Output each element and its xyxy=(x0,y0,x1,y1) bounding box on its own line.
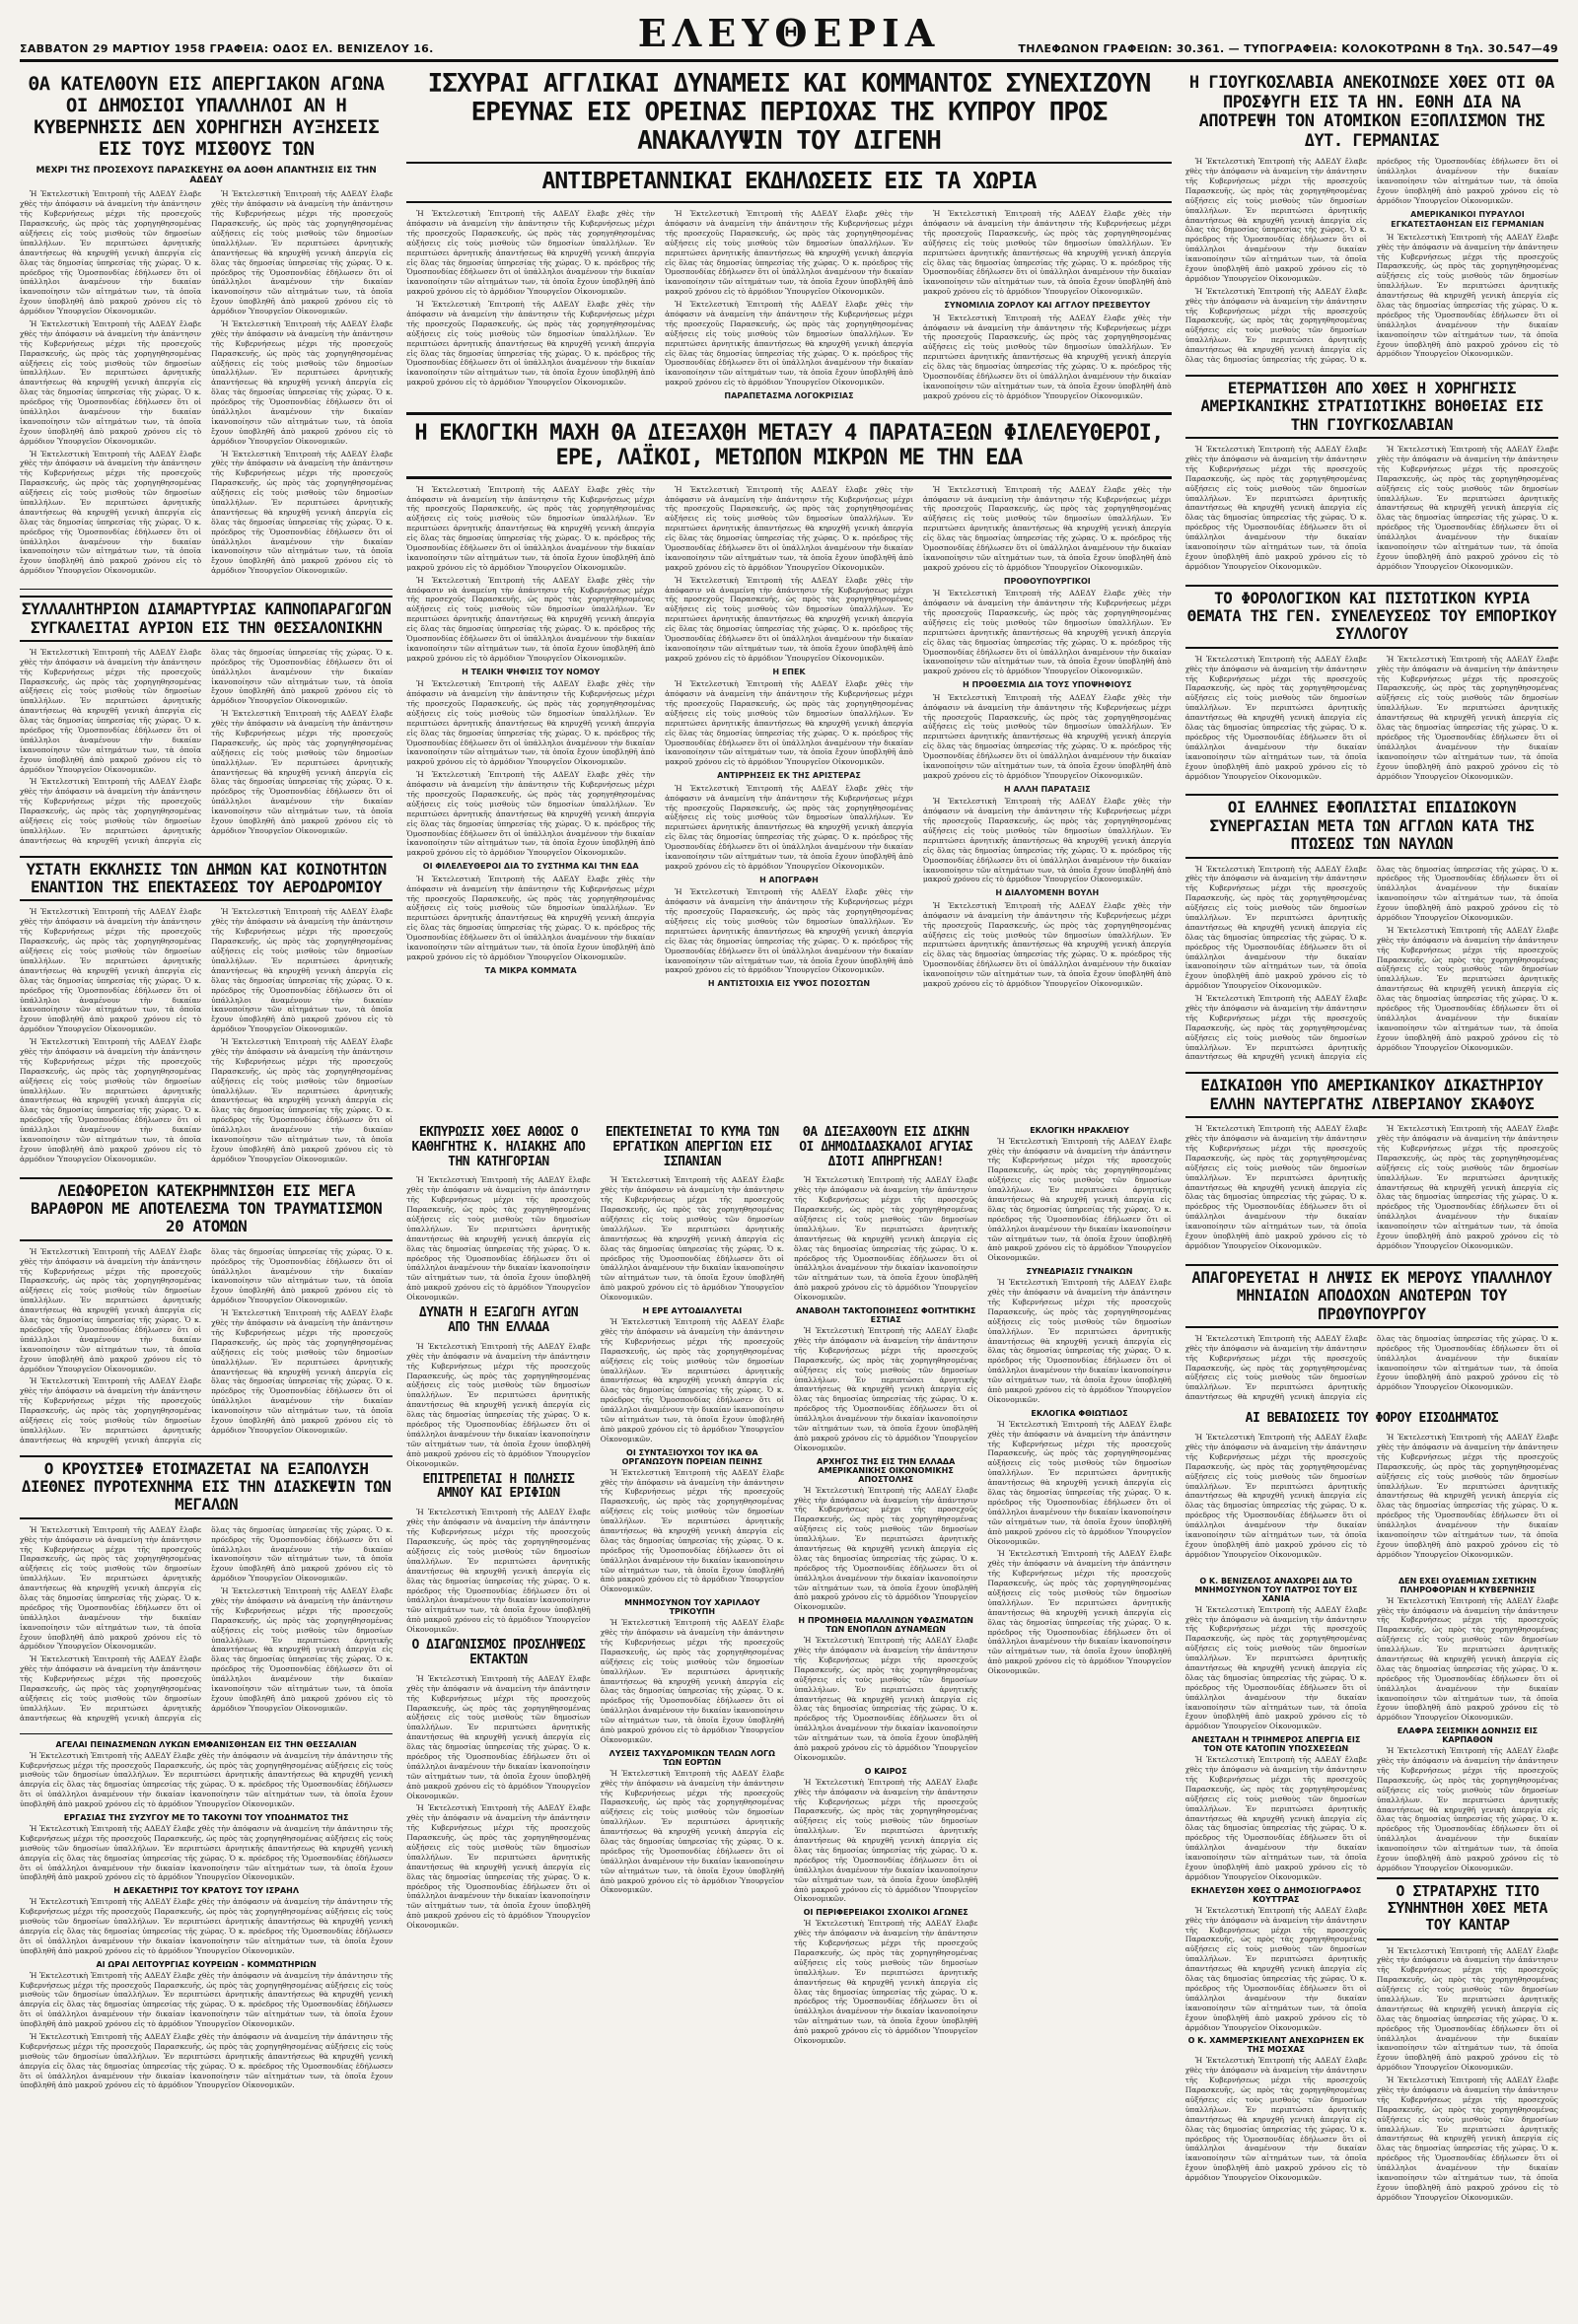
paragraph: Ἡ Ἐκτελεστικὴ Ἐπιτροπὴ τῆς ΑΔΕΔΥ ἔλαβε χθὲς τὴν ἀπόφασιν νὰ ἀναμείνη τὴν ἀπάντησιν τῆς Κυβερνήσεως μέχρι τῆς προσεχοῦς Παρασκευῆς, ὡς πρὸς τὰς χορηγηθησομένας αὐξήσεις εἰς τοὺς μισθοὺς τῶν δημοσίων ὑπαλλήλων. Ἐν περιπτώσει ἀρνητικῆς ἀπαντήσεως θὰ κηρυχθῆ γενικὴ ἀπεργία εἰς ὅλας τὰς δημοσίας ὑπηρεσίας τῆς χώρας. Ὁ κ. πρόεδρος τῆς Ὁμοσπονδίας ἐδήλωσεν ὅτι οἱ ὑπάλληλοι ἀναμένουν τὴν δικαίαν ἱκανοποίησιν τῶν αἰτημάτων των, τὰ ὁποῖα ἔχουν ὑποβληθῆ ἀπὸ μακροῦ χρόνου εἰς τὸ ἁρμόδιον Ὑπουργεῖον Οἰκονομικῶν. xyxy=(793,1326,978,1452)
article-body xyxy=(794,1175,977,1303)
brief-headline: ΛΥΣΕΙΣ ΤΑΧΥΔΡΟΜΙΚΩΝ ΤΕΛΩΝ ΛΟΓΩ ΤΩΝ ΕΟΡΤΩΝ xyxy=(609,1748,775,1767)
headline: ΕΠΙΤΡΕΠΕΤΑΙ Η ΠΩΛΗΣΙΣ ΑΜΝΟΥ ΚΑΙ ΕΡΙΦΙΩΝ xyxy=(422,1471,575,1502)
article-body xyxy=(601,1769,784,1896)
box-headline: ΣΥΝΟΜΙΛΙΑ ΖΟΡΛΟΥ ΚΑΙ ΑΓΓΛΟΥ ΠΡΕΣΒΕΥΤΟΥ xyxy=(944,301,1151,311)
section-subhead: Η ΑΝΤΙΣΤΟΙΧΙΑ ΕΙΣ ΥΨΟΣ ΠΟΣΟΣΤΩΝ xyxy=(707,979,871,989)
section-subhead: ΠΡΟΘΟΥΠΟΥΡΓΙΚΟΙ xyxy=(1003,576,1091,586)
article-body xyxy=(20,1525,393,1724)
article-body xyxy=(1185,2056,1367,2183)
paragraph: Ἡ Ἐκτελεστικὴ Ἐπιτροπὴ τῆς ΑΔΕΔΥ ἔλαβε χθὲς τὴν ἀπόφασιν νὰ ἀναμείνη τὴν ἀπάντησιν τῆς Κυβερνήσεως μέχρι τῆς προσεχοῦς Παρασκευῆς, ὡς πρὸς τὰς χορηγηθησομένας αὐξήσεις εἰς τοὺς μισθοὺς τῶν δημοσίων ὑπαλλήλων. Ἐν περιπτώσει ἀρνητικῆς ἀπαντήσεως θὰ κηρυχθῆ γενικὴ ἀπεργία εἰς ὅλας τὰς δημοσίας ὑπηρεσίας τῆς χώρας. Ὁ κ. πρόεδρος τῆς Ὁμοσπονδίας ἐδήλωσεν ὅτι οἱ ὑπάλληλοι ἀναμένουν τὴν δικαίαν ἱκανοποίησιν τῶν αἰτημάτων των, τὰ ὁποῖα ἔχουν ὑποβληθῆ ἀπὸ μακροῦ χρόνου εἰς τὸ ἁρμόδιον Ὑπουργεῖον Οἰκονομικῶν. xyxy=(1184,864,1367,991)
newspaper-page xyxy=(20,12,1558,2294)
paragraph: Ἡ Ἐκτελεστικὴ Ἐπιτροπὴ τῆς ΑΔΕΔΥ ἔλαβε χθὲς τὴν ἀπόφασιν νὰ ἀναμείνη τὴν ἀπάντησιν τῆς Κυβερνήσεως μέχρι τῆς προσεχοῦς Παρασκευῆς, ὡς πρὸς τὰς χορηγηθησομένας αὐξήσεις εἰς τοὺς μισθοὺς τῶν δημοσίων ὑπαλλήλων. Ἐν περιπτώσει ἀρνητικῆς ἀπαντήσεως θὰ κηρυχθῆ γενικὴ ἀπεργία εἰς ὅλας τὰς δημοσίας ὑπηρεσίας τῆς χώρας. Ὁ κ. πρόεδρος τῆς Ὁμοσπονδίας ἐδήλωσεν ὅτι οἱ ὑπάλληλοι ἀναμένουν τὴν δικαίαν ἱκανοποίησιν τῶν αἰτημάτων των, τὰ ὁποῖα ἔχουν ὑποβληθῆ ἀπὸ μακροῦ χρόνου εἰς τὸ ἁρμόδιον Ὑπουργεῖον Οἰκονομικῶν. xyxy=(406,209,656,297)
headline: ΔΥΝΑΤΗ Η ΕΞΑΓΩΓΗ ΑΥΓΩΝ ΑΠΟ ΤΗΝ ΕΛΛΑΔΑ xyxy=(418,1305,579,1335)
paragraph: Ἡ Ἐκτελεστικὴ Ἐπιτροπὴ τῆς ΑΔΕΔΥ ἔλαβε χθὲς τὴν ἀπόφασιν νὰ ἀναμείνη τὴν ἀπάντησιν τῆς Κυβερνήσεως μέχρι τῆς προσεχοῦς Παρασκευῆς, ὡς πρὸς τὰς χορηγηθησομένας αὐξήσεις εἰς τοὺς μισθοὺς τῶν δημοσίων ὑπαλλήλων. Ἐν περιπτώσει ἀρνητικῆς ἀπαντήσεως θὰ κηρυχθῆ γενικὴ ἀπεργία εἰς ὅλας τὰς δημοσίας ὑπηρεσίας τῆς χώρας. Ὁ κ. πρόεδρος τῆς Ὁμοσπονδίας ἐδήλωσεν ὅτι οἱ ὑπάλληλοι ἀναμένουν τὴν δικαίαν ἱκανοποίησιν τῶν αἰτημάτων των, τὰ ὁποῖα ἔχουν ὑποβληθῆ ἀπὸ μακροῦ χρόνου εἰς τὸ ἁρμόδιον Ὑπουργεῖον Οἰκονομικῶν. xyxy=(406,874,656,961)
brief-headline: Η ΔΕΚΑΕΤΗΡΙΣ ΤΟΥ ΚΡΑΤΟΥΣ ΤΟΥ ΙΣΡΑΗΛ xyxy=(113,1886,300,1896)
story-us-aid-yugoslavia xyxy=(1185,375,1558,575)
masthead-date-address: ΣΑΒΒΑΤΟΝ 29 ΜΑΡΤΙΟΥ 1958 ΓΡΑΦΕΙΑ: ΟΔΟΣ ΕΛ. ΒΕΝΙΖΕΛΟΥ 16. xyxy=(20,42,434,55)
article-body xyxy=(601,1468,784,1595)
article-body xyxy=(406,1175,590,1303)
masthead-phone: ΤΗΛΕΦΩΝΟΝ ΓΡΑΦΕΙΩΝ: 30.361. — ΤΥΠΟΓΡΑΦΕΙΑ: ΚΟΛΟΚΟΤΡΩΝΗ 8 Τηλ. 30.547—49 xyxy=(1018,42,1558,55)
article-body xyxy=(1185,655,1558,785)
article-body xyxy=(987,1420,1171,1676)
story-shipowners xyxy=(1185,794,1558,1062)
lead-headline-2: ΑΝΤΙΒΡΕΤΑΝΝΙΚΑΙ ΕΚΔΗΛΩΣΕΙΣ ΕΙΣ ΤΑ ΧΩΡΙΑ xyxy=(406,170,1171,203)
paragraph: Ἡ Ἐκτελεστικὴ Ἐπιτροπὴ τῆς ΑΔΕΔΥ ἔλαβε χθὲς τὴν ἀπόφασιν νὰ ἀναμείνη τὴν ἀπάντησιν τῆς Κυβερνήσεως μέχρι τῆς προσεχοῦς Παρασκευῆς, ὡς πρὸς τὰς χορηγηθησομένας αὐξήσεις εἰς τοὺς μισθοὺς τῶν δημοσίων ὑπαλλήλων. Ἐν περιπτώσει ἀρνητικῆς ἀπαντήσεως θὰ κηρυχθῆ γενικὴ ἀπεργία εἰς ὅλας τὰς δημοσίας ὑπηρεσίας τῆς χώρας. Ὁ κ. πρόεδρος τῆς Ὁμοσπονδίας ἐδήλωσεν ὅτι οἱ ὑπάλληλοι ἀναμένουν τὴν δικαίαν ἱκανοποίησιν τῶν αἰτημάτων των, τὰ ὁποῖα ἔχουν ὑποβληθῆ ἀπὸ μακροῦ χρόνου εἰς τὸ ἁρμόδιον Ὑπουργεῖον Οἰκονομικῶν. xyxy=(1376,654,1558,781)
article-body xyxy=(1185,1124,1558,1254)
brief-headline: ΕΚΗΛΕΥΣΘΗ ΧΘΕΣ Ο ΔΗΜΟΣΙΟΓΡΑΦΟΣ ΚΟΥΤΤΡΑΣ xyxy=(1190,1885,1362,1904)
lower-right-col-a xyxy=(1185,1573,1367,2206)
brief-headline: ΟΙ ΣΥΝΤΑΞΙΟΥΧΟΙ ΤΟΥ ΙΚΑ ΘΑ ΟΡΓΑΝΩΣΟΥΝ ΠΟΡΕΙΑΝ ΠΕΙΝΗΣ xyxy=(621,1447,763,1466)
paragraph: Ἡ Ἐκτελεστικὴ Ἐπιτροπὴ τῆς ΑΔΕΔΥ ἔλαβε χθὲς τὴν ἀπόφασιν νὰ ἀναμείνη τὴν ἀπάντησιν τῆς Κυβερνήσεως μέχρι τῆς προσεχοῦς Παρασκευῆς, ὡς πρὸς τὰς χορηγηθησομένας αὐξήσεις εἰς τοὺς μισθοὺς τῶν δημοσίων ὑπαλλήλων. Ἐν περιπτώσει ἀρνητικῆς ἀπαντήσεως θὰ κηρυχθῆ γενικὴ ἀπεργία εἰς ὅλας τὰς δημοσίας ὑπηρεσίας τῆς χώρας. Ὁ κ. πρόεδρος τῆς Ὁμοσπονδίας ἐδήλωσεν ὅτι οἱ ὑπάλληλοι ἀναμένουν τὴν δικαίαν ἱκανοποίησιν τῶν αἰτημάτων των, τὰ ὁποῖα ἔχουν ὑποβληθῆ ἀπὸ μακροῦ χρόνου εἰς τὸ ἁρμόδιον Ὑπουργεῖον Οἰκονομικῶν. xyxy=(665,575,913,663)
story-khrushchev xyxy=(20,1455,393,1724)
paragraph: Ἡ Ἐκτελεστικὴ Ἐπιτροπὴ τῆς ΑΔΕΔΥ ἔλαβε χθὲς τὴν ἀπόφασιν νὰ ἀναμείνη τὴν ἀπάντησιν τῆς Κυβερνήσεως μέχρι τῆς προσεχοῦς Παρασκευῆς, ὡς πρὸς τὰς χορηγηθησομένας αὐξήσεις εἰς τοὺς μισθοὺς τῶν δημοσίων ὑπαλλήλων. Ἐν περιπτώσει ἀρνητικῆς ἀπαντήσεως θὰ κηρυχθῆ γενικὴ ἀπεργία εἰς ὅλας τὰς δημοσίας ὑπηρεσίας τῆς χώρας. Ὁ κ. πρόεδρος τῆς Ὁμοσπονδίας ἐδήλωσεν ὅτι οἱ ὑπάλληλοι ἀναμένουν τὴν δικαίαν ἱκανοποίησιν τῶν αἰτημάτων των, τὰ ὁποῖα ἔχουν ὑποβληθῆ ἀπὸ μακροῦ χρόνου εἰς τὸ ἁρμόδιον Ὑπουργεῖον Οἰκονομικῶν. xyxy=(20,907,202,1034)
election-article-body xyxy=(406,485,1171,1116)
paragraph: Ἡ Ἐκτελεστικὴ Ἐπιτροπὴ τῆς ΑΔΕΔΥ ἔλαβε χθὲς τὴν ἀπόφασιν νὰ ἀναμείνη τὴν ἀπάντησιν τῆς Κυβερνήσεως μέχρι τῆς προσεχοῦς Παρασκευῆς, ὡς πρὸς τὰς χορηγηθησομένας αὐξήσεις εἰς τοὺς μισθοὺς τῶν δημοσίων ὑπαλλήλων. Ἐν περιπτώσει ἀρνητικῆς ἀπαντήσεως θὰ κηρυχθῆ γενικὴ ἀπεργία εἰς ὅλας τὰς δημοσίας ὑπηρεσίας τῆς χώρας. Ὁ κ. πρόεδρος τῆς Ὁμοσπονδίας ἐδήλωσεν ὅτι οἱ ὑπάλληλοι ἀναμένουν τὴν δικαίαν ἱκανοποίησιν τῶν αἰτημάτων των, τὰ ὁποῖα ἔχουν ὑποβληθῆ ἀπὸ μακροῦ χρόνου εἰς τὸ ἁρμόδιον Ὑπουργεῖον Οἰκονομικῶν. xyxy=(211,1037,394,1163)
lower-right-row xyxy=(1185,1573,1558,2206)
election-banner: Η ΕΚΛΟΓΙΚΗ ΜΑΧΗ ΘΑ ΔΙΕΞΑΧΘΗ ΜΕΤΑΞΥ 4 ΠΑΡΑΤΑΞΕΩΝ ΦΙΛΕΛΕΥΘΕΡΟΙ, ΕΡΕ, ΛΑΪΚΟΙ, ΜΕΤΩΠΟΝ ΜΙΚΡΩΝ ΜΕ ΤΗΝ ΕΔΑ xyxy=(406,412,1171,479)
paragraph: Ἡ Ἐκτελεστικὴ Ἐπιτροπὴ τῆς ΑΔΕΔΥ ἔλαβε χθὲς τὴν ἀπόφασιν νὰ ἀναμείνη τὴν ἀπάντησιν τῆς Κυβερνήσεως μέχρι τῆς προσεχοῦς Παρασκευῆς, ὡς πρὸς τὰς χορηγηθησομένας αὐξήσεις εἰς τοὺς μισθοὺς τῶν δημοσίων ὑπαλλήλων. Ἐν περιπτώσει ἀρνητικῆς ἀπαντήσεως θὰ κηρυχθῆ γενικὴ ἀπεργία εἰς ὅλας τὰς δημοσίας ὑπηρεσίας τῆς χώρας. Ὁ κ. πρόεδρος τῆς Ὁμοσπονδίας ἐδήλωσεν ὅτι οἱ ὑπάλληλοι ἀναμένουν τὴν δικαίαν ἱκανοποίησιν τῶν αἰτημάτων των, τὰ ὁποῖα ἔχουν ὑποβληθῆ ἀπὸ μακροῦ χρόνου εἰς τὸ ἁρμόδιον Ὑπουργεῖον Οἰκονομικῶν. xyxy=(20,189,202,317)
paragraph: Ἡ Ἐκτελεστικὴ Ἐπιτροπὴ τῆς ΑΔΕΔΥ ἔλαβε χθὲς τὴν ἀπόφασιν νὰ ἀναμείνη τὴν ἀπάντησιν τῆς Κυβερνήσεως μέχρι τῆς προσεχοῦς Παρασκευῆς, ὡς πρὸς τὰς χορηγηθησομένας αὐξήσεις εἰς τοὺς μισθοὺς τῶν δημοσίων ὑπαλλήλων. Ἐν περιπτώσει ἀρνητικῆς ἀπαντήσεως θὰ κηρυχθῆ γενικὴ ἀπεργία εἰς ὅλας τὰς δημοσίας ὑπηρεσίας τῆς χώρας. Ὁ κ. πρόεδρος τῆς Ὁμοσπονδίας ἐδήλωσεν ὅτι οἱ ὑπάλληλοι ἀναμένουν τὴν δικαίαν ἱκανοποίησιν τῶν αἰτημάτων των, τὰ ὁποῖα ἔχουν ὑποβληθῆ ἀπὸ μακροῦ χρόνου εἰς τὸ ἁρμόδιον Ὑπουργεῖον Οἰκονομικῶν. xyxy=(1376,925,1558,1052)
brief-headline: Η ΠΡΟΜΗΘΕΙΑ ΜΑΛΛΙΝΩΝ ΥΦΑΣΜΑΤΩΝ ΤΩΝ ΕΝΟΠΛΩΝ ΔΥΝΑΜΕΩΝ xyxy=(798,1616,973,1635)
section-subhead: Η ΕΠΕΚ xyxy=(772,667,806,676)
paragraph: Ἡ Ἐκτελεστικὴ Ἐπιτροπὴ τῆς ΑΔΕΔΥ ἔλαβε χθὲς τὴν ἀπόφασιν νὰ ἀναμείνη τὴν ἀπάντησιν τῆς Κυβερνήσεως μέχρι τῆς προσεχοῦς Παρασκευῆς, ὡς πρὸς τὰς χορηγηθησομένας αὐξήσεις εἰς τοὺς μισθοὺς τῶν δημοσίων ὑπαλλήλων. Ἐν περιπτώσει ἀρνητικῆς ἀπαντήσεως θὰ κηρυχθῆ γενικὴ ἀπεργία εἰς ὅλας τὰς δημοσίας ὑπηρεσίας τῆς χώρας. Ὁ κ. πρόεδρος τῆς Ὁμοσπονδίας ἐδήλωσεν ὅτι οἱ ὑπάλληλοι ἀναμένουν τὴν δικαίαν ἱκανοποίησιν τῶν αἰτημάτων των, τὰ ὁποῖα ἔχουν ὑποβληθῆ ἀπὸ μακροῦ χρόνου εἰς τὸ ἁρμόδιον Ὑπουργεῖον Οἰκονομικῶν. xyxy=(20,1524,202,1652)
headline: Ο ΔΙΑΓΩΝΙΣΜΟΣ ΠΡΟΣΛΗΨΕΩΣ ΕΚΤΑΚΤΩΝ xyxy=(411,1637,586,1667)
lead-headline: ΙΣΧΥΡΑΙ ΑΓΓΛΙΚΑΙ ΔΥΝΑΜΕΙΣ ΚΑΙ ΚΟΜΜΑΝΤΟΣ ΣΥΝΕΧΙΖΟΥΝ ΕΡΕΥΝΑΣ ΕΙΣ ΟΡΕΙΝΑΣ ΠΕΡΙΟΧΑΣ ΤΗΣ ΚΥΠΡΟΥ ΠΡΟΣ ΑΝΑΚΑΛΥΨΙΝ ΤΟΥ ΔΙΓΕΝΗ xyxy=(406,70,1171,164)
paragraph: Ἡ Ἐκτελεστικὴ Ἐπιτροπὴ τῆς ΑΔΕΔΥ ἔλαβε χθὲς τὴν ἀπόφασιν νὰ ἀναμείνη τὴν ἀπάντησιν τῆς Κυβερνήσεως μέχρι τῆς προσεχοῦς Παρασκευῆς, ὡς πρὸς τὰς χορηγηθησομένας αὐξήσεις εἰς τοὺς μισθοὺς τῶν δημοσίων ὑπαλλήλων. Ἐν περιπτώσει ἀρνητικῆς ἀπαντήσεως θὰ κηρυχθῆ γενικὴ ἀπεργία εἰς ὅλας τὰς δημοσίας ὑπηρεσίας τῆς χώρας. Ὁ κ. πρόεδρος τῆς Ὁμοσπονδίας ἐδήλωσεν ὅτι οἱ ὑπάλληλοι ἀναμένουν τὴν δικαίαν ἱκανοποίησιν τῶν αἰτημάτων των, τὰ ὁποῖα ἔχουν ὑποβληθῆ ἀπὸ μακροῦ χρόνου εἰς τὸ ἁρμόδιον Ὑπουργεῖον Οἰκονομικῶν. xyxy=(1184,1905,1367,2032)
brief-headline: ΕΚΛΟΓΙΚΑ ΦΘΙΩΤΙΔΟΣ xyxy=(1031,1408,1128,1418)
story-bus-accident xyxy=(20,1177,393,1445)
headline: ΑΠΑΓΟΡΕΥΕΤΑΙ Η ΛΗΨΙΣ ΕΚ ΜΕΡΟΥΣ ΥΠΑΛΛΗΛΟΥ ΜΗΝΙΑΙΩΝ ΑΠΟΔΟΧΩΝ ΑΝΩΤΕΡΩΝ ΤΟΥ ΠΡΩΘΥΠΟΥΡΓΟΥ xyxy=(1185,1264,1558,1328)
story-yugoslavia-un xyxy=(1185,74,1558,365)
section-subhead: ΟΙ ΦΙΛΕΛΕΥΘΕΡΟΙ ΔΙΑ ΤΟ ΣΥΣΤΗΜΑ ΚΑΙ ΤΗΝ ΕΔΑ xyxy=(422,862,639,872)
subheadline: ΜΕΧΡΙ ΤΗΣ ΠΡΟΣΕΧΟΥΣ ΠΑΡΑΣΚΕΥΗΣ ΘΑ ΔΟΘΗ ΑΠΑΝΤΗΣΙΣ ΕΙΣ ΤΗΝ ΑΔΕΔΥ xyxy=(36,166,377,186)
article-body xyxy=(20,1247,393,1445)
paragraph: Ἡ Ἐκτελεστικὴ Ἐπιτροπὴ τῆς ΑΔΕΔΥ ἔλαβε χθὲς τὴν ἀπόφασιν νὰ ἀναμείνη τὴν ἀπάντησιν τῆς Κυβερνήσεως μέχρι τῆς προσεχοῦς Παρασκευῆς, ὡς πρὸς τὰς χορηγηθησομένας αὐξήσεις εἰς τοὺς μισθοὺς τῶν δημοσίων ὑπαλλήλων. Ἐν περιπτώσει ἀρνητικῆς ἀπαντήσεως θὰ κηρυχθῆ γενικὴ ἀπεργία εἰς ὅλας τὰς δημοσίας ὑπηρεσίας τῆς χώρας. Ὁ κ. πρόεδρος τῆς Ὁμοσπονδίας ἐδήλωσεν ὅτι οἱ ὑπάλληλοι ἀναμένουν τὴν δικαίαν ἱκανοποίησιν τῶν αἰτημάτων των, τὰ ὁποῖα ἔχουν ὑποβληθῆ ἀπὸ μακροῦ χρόνου εἰς τὸ ἁρμόδιον Ὑπουργεῖον Οἰκονομικῶν. xyxy=(793,1485,978,1612)
paragraph: Ἡ Ἐκτελεστικὴ Ἐπιτροπὴ τῆς ΑΔΕΔΥ ἔλαβε χθὲς τὴν ἀπόφασιν νὰ ἀναμείνη τὴν ἀπάντησιν τῆς Κυβερνήσεως μέχρι τῆς προσεχοῦς Παρασκευῆς, ὡς πρὸς τὰς χορηγηθησομένας αὐξήσεις εἰς τοὺς μισθοὺς τῶν δημοσίων ὑπαλλήλων. Ἐν περιπτώσει ἀρνητικῆς ἀπαντήσεως θὰ κηρυχθῆ γενικὴ ἀπεργία εἰς ὅλας τὰς δημοσίας ὑπηρεσίας τῆς χώρας. Ὁ κ. πρόεδρος τῆς Ὁμοσπονδίας ἐδήλωσεν ὅτι οἱ ὑπάλληλοι ἀναμένουν τὴν δικαίαν ἱκανοποίησιν τῶν αἰτημάτων των, τὰ ὁποῖα ἔχουν ὑποβληθῆ ἀπὸ μακροῦ χρόνου εἰς τὸ ἁρμόδιον Ὑπουργεῖον Οἰκονομικῶν. xyxy=(211,1308,394,1435)
article-body xyxy=(20,648,393,846)
paragraph: Ἡ Ἐκτελεστικὴ Ἐπιτροπὴ τῆς ΑΔΕΔΥ ἔλαβε χθὲς τὴν ἀπόφασιν νὰ ἀναμείνη τὴν ἀπάντησιν τῆς Κυβερνήσεως μέχρι τῆς προσεχοῦς Παρασκευῆς, ὡς πρὸς τὰς χορηγηθησομένας αὐξήσεις εἰς τοὺς μισθοὺς τῶν δημοσίων ὑπαλλήλων. Ἐν περιπτώσει ἀρνητικῆς ἀπαντήσεως θὰ κηρυχθῆ γενικὴ ἀπεργία εἰς ὅλας τὰς δημοσίας ὑπηρεσίας τῆς χώρας. Ὁ κ. πρόεδρος τῆς Ὁμοσπονδίας ἐδήλωσεν ὅτι οἱ ὑπάλληλοι ἀναμένουν τὴν δικαίαν ἱκανοποίησιν τῶν αἰτημάτων των, τὰ ὁποῖα ἔχουν ὑποβληθῆ ἀπὸ μακροῦ χρόνου εἰς τὸ ἁρμόδιον Ὑπουργεῖον Οἰκονομικῶν. xyxy=(20,1823,394,1882)
article-body xyxy=(20,1751,393,1809)
columns xyxy=(20,70,1558,2289)
paragraph: Ἡ Ἐκτελεστικὴ Ἐπιτροπὴ τῆς ΑΔΕΔΥ ἔλαβε χθὲς τὴν ἀπόφασιν νὰ ἀναμείνη τὴν ἀπάντησιν τῆς Κυβερνήσεως μέχρι τῆς προσεχοῦς Παρασκευῆς, ὡς πρὸς τὰς χορηγηθησομένας αὐξήσεις εἰς τοὺς μισθοὺς τῶν δημοσίων ὑπαλλήλων. Ἐν περιπτώσει ἀρνητικῆς ἀπαντήσεως θὰ κηρυχθῆ γενικὴ ἀπεργία εἰς ὅλας τὰς δημοσίας ὑπηρεσίας τῆς χώρας. Ὁ κ. πρόεδρος τῆς Ὁμοσπονδίας ἐδήλωσεν ὅτι οἱ ὑπάλληλοι ἀναμένουν τὴν δικαίαν ἱκανοποίησιν τῶν αἰτημάτων των, τὰ ὁποῖα ἔχουν ὑποβληθῆ ἀπὸ μακροῦ χρόνου εἰς τὸ ἁρμόδιον Ὑπουργεῖον Οἰκονομικῶν. xyxy=(406,1508,591,1635)
paragraph: Ἡ Ἐκτελεστικὴ Ἐπιτροπὴ τῆς ΑΔΕΔΥ ἔλαβε χθὲς τὴν ἀπόφασιν νὰ ἀναμείνη τὴν ἀπάντησιν τῆς Κυβερνήσεως μέχρι τῆς προσεχοῦς Παρασκευῆς, ὡς πρὸς τὰς χορηγηθησομένας αὐξήσεις εἰς τοὺς μισθοὺς τῶν δημοσίων ὑπαλλήλων. Ἐν περιπτώσει ἀρνητικῆς ἀπαντήσεως θὰ κηρυχθῆ γενικὴ ἀπεργία εἰς ὅλας τὰς δημοσίας ὑπηρεσίας τῆς χώρας. Ὁ κ. πρόεδρος τῆς Ὁμοσπονδίας ἐδήλωσεν ὅτι οἱ ὑπάλληλοι ἀναμένουν τὴν δικαίαν ἱκανοποίησιν τῶν αἰτημάτων των, τὰ ὁποῖα ἔχουν ὑποβληθῆ ἀπὸ μακροῦ χρόνου εἰς τὸ ἁρμόδιον Ὑπουργεῖον Οἰκονομικῶν. xyxy=(665,300,913,387)
brief-headline: Ο Κ. ΒΕΝΙΖΕΛΟΣ ΑΝΑΧΩΡΕΙ ΔΙΑ ΤΟ ΜΝΗΜΟΣΥΝΟΝ ΤΟΥ ΠΑΤΡΟΣ ΤΟΥ ΕΙΣ ΧΑΝΙΑ xyxy=(1194,1576,1358,1603)
paragraph: Ἡ Ἐκτελεστικὴ Ἐπιτροπὴ τῆς ΑΔΕΔΥ ἔλαβε χθὲς τὴν ἀπόφασιν νὰ ἀναμείνη τὴν ἀπάντησιν τῆς Κυβερνήσεως μέχρι τῆς προσεχοῦς Παρασκευῆς, ὡς πρὸς τὰς χορηγηθησομένας αὐξήσεις εἰς τοὺς μισθοὺς τῶν δημοσίων ὑπαλλήλων. Ἐν περιπτώσει ἀρνητικῆς ἀπαντήσεως θὰ κηρυχθῆ γενικὴ ἀπεργία εἰς ὅλας τὰς δημοσίας ὑπηρεσίας τῆς χώρας. Ὁ κ. πρόεδρος τῆς Ὁμοσπονδίας ἐδήλωσεν ὅτι οἱ ὑπάλληλοι ἀναμένουν τὴν δικαίαν ἱκανοποίησιν τῶν αἰτημάτων των, τὰ ὁποῖα ἔχουν ὑποβληθῆ ἀπὸ μακροῦ χρόνου εἰς τὸ ἁρμόδιον Ὑπουργεῖον Οἰκονομικῶν. xyxy=(987,1549,1172,1676)
lower-center-col-a xyxy=(406,1122,590,2049)
headline: ΕΚΠΥΡΩΣΙΣ ΧΘΕΣ ΑΘΩΟΣ Ο ΚΑΘΗΓΗΤΗΣ Κ. ΗΛΙΑΚΗΣ ΑΠΟ ΤΗΝ ΚΑΤΗΓΟΡΙΑΝ xyxy=(411,1124,586,1169)
section-subhead: ΑΝΤΙΡΡΗΣΕΙΣ ΕΚ ΤΗΣ ΑΡΙΣΤΕΡΑΣ xyxy=(717,771,861,781)
newspaper-title: ΕΛΕΥΘΕΡΙΑ xyxy=(637,11,941,55)
headline: ΟΙ ΕΛΛΗΝΕΣ ΕΦΟΠΛΙΣΤΑΙ ΕΠΙΔΙΩΚΟΥΝ ΣΥΝΕΡΓΑΣΙΑΝ ΜΕΤΑ ΤΩΝ ΑΓΓΛΩΝ ΚΑΤΑ ΤΗΣ ΠΤΩΣΕΩΣ ΤΩΝ ΝΑΥΛΩΝ xyxy=(1185,794,1558,858)
paragraph: Ἡ Ἐκτελεστικὴ Ἐπιτροπὴ τῆς ΑΔΕΔΥ ἔλαβε χθὲς τὴν ἀπόφασιν νὰ ἀναμείνη τὴν ἀπάντησιν τῆς Κυβερνήσεως μέχρι τῆς προσεχοῦς Παρασκευῆς, ὡς πρὸς τὰς χορηγηθησομένας αὐξήσεις εἰς τοὺς μισθοὺς τῶν δημοσίων ὑπαλλήλων. Ἐν περιπτώσει ἀρνητικῆς ἀπαντήσεως θὰ κηρυχθῆ γενικὴ ἀπεργία εἰς ὅλας τὰς δημοσίας ὑπηρεσίας τῆς χώρας. Ὁ κ. πρόεδρος τῆς Ὁμοσπονδίας ἐδήλωσεν ὅτι οἱ ὑπάλληλοι ἀναμένουν τὴν δικαίαν ἱκανοποίησιν τῶν αἰτημάτων των, τὰ ὁποῖα ἔχουν ὑποβληθῆ ἀπὸ μακροῦ χρόνου εἰς τὸ ἁρμόδιον Ὑπουργεῖον Οἰκονομικῶν. xyxy=(922,797,1172,884)
column-right xyxy=(1185,70,1558,2289)
article-body xyxy=(794,1326,977,1453)
paragraph: Ἡ Ἐκτελεστικὴ Ἐπιτροπὴ τῆς ΑΔΕΔΥ ἔλαβε χθὲς τὴν ἀπόφασιν νὰ ἀναμείνη τὴν ἀπάντησιν τῆς Κυβερνήσεως μέχρι τῆς προσεχοῦς Παρασκευῆς, ὡς πρὸς τὰς χορηγηθησομένας αὐξήσεις εἰς τοὺς μισθοὺς τῶν δημοσίων ὑπαλλήλων. Ἐν περιπτώσει ἀρνητικῆς ἀπαντήσεως θὰ κηρυχθῆ γενικὴ ἀπεργία εἰς ὅλας τὰς δημοσίας ὑπηρεσίας τῆς χώρας. Ὁ κ. πρόεδρος τῆς Ὁμοσπονδίας ἐδήλωσεν ὅτι οἱ ὑπάλληλοι ἀναμένουν τὴν δικαίαν ἱκανοποίησιν τῶν αἰτημάτων των, τὰ ὁποῖα ἔχουν ὑποβληθῆ ἀπὸ μακροῦ χρόνου εἰς τὸ ἁρμόδιον Ὑπουργεῖον Οἰκονομικῶν. xyxy=(406,1341,591,1468)
paragraph: Ἡ Ἐκτελεστικὴ Ἐπιτροπὴ τῆς ΑΔΕΔΥ ἔλαβε χθὲς τὴν ἀπόφασιν νὰ ἀναμείνη τὴν ἀπάντησιν τῆς Κυβερνήσεως μέχρι τῆς προσεχοῦς Παρασκευῆς, ὡς πρὸς τὰς χορηγηθησομένας αὐξήσεις εἰς τοὺς μισθοὺς τῶν δημοσίων ὑπαλλήλων. Ἐν περιπτώσει ἀρνητικῆς ἀπαντήσεως θὰ κηρυχθῆ γενικὴ ἀπεργία εἰς ὅλας τὰς δημοσίας ὑπηρεσίας τῆς χώρας. Ὁ κ. πρόεδρος τῆς Ὁμοσπονδίας ἐδήλωσεν ὅτι οἱ ὑπάλληλοι ἀναμένουν τὴν δικαίαν ἱκανοποίησιν τῶν αἰτημάτων των, τὰ ὁποῖα ἔχουν ὑποβληθῆ ἀπὸ μακροῦ χρόνου εἰς τὸ ἁρμόδιον Ὑπουργεῖον Οἰκονομικῶν. xyxy=(1376,445,1558,571)
paragraph: Ἡ Ἐκτελεστικὴ Ἐπιτροπὴ τῆς ΑΔΕΔΥ ἔλαβε χθὲς τὴν ἀπόφασιν νὰ ἀναμείνη τὴν ἀπάντησιν τῆς Κυβερνήσεως μέχρι τῆς προσεχοῦς Παρασκευῆς, ὡς πρὸς τὰς χορηγηθησομένας αὐξήσεις εἰς τοὺς μισθοὺς τῶν δημοσίων ὑπαλλήλων. Ἐν περιπτώσει ἀρνητικῆς ἀπαντήσεως θὰ κηρυχθῆ γενικὴ ἀπεργία εἰς ὅλας τὰς δημοσίας ὑπηρεσίας τῆς χώρας. Ὁ κ. πρόεδρος τῆς Ὁμοσπονδίας ἐδήλωσεν ὅτι οἱ ὑπάλληλοι ἀναμένουν τὴν δικαίαν ἱκανοποίησιν τῶν αἰτημάτων των, τὰ ὁποῖα ἔχουν ὑποβληθῆ ἀπὸ μακροῦ χρόνου εἰς τὸ ἁρμόδιον Ὑπουργεῖον Οἰκονομικῶν. xyxy=(406,679,656,767)
paragraph: Ἡ Ἐκτελεστικὴ Ἐπιτροπὴ τῆς ΑΔΕΔΥ ἔλαβε χθὲς τὴν ἀπόφασιν νὰ ἀναμείνη τὴν ἀπάντησιν τῆς Κυβερνήσεως μέχρι τῆς προσεχοῦς Παρασκευῆς, ὡς πρὸς τὰς χορηγηθησομένας αὐξήσεις εἰς τοὺς μισθοὺς τῶν δημοσίων ὑπαλλήλων. Ἐν περιπτώσει ἀρνητικῆς ἀπαντήσεως θὰ κηρυχθῆ γενικὴ ἀπεργία εἰς ὅλας τὰς δημοσίας ὑπηρεσίας τῆς χώρας. Ὁ κ. πρόεδρος τῆς Ὁμοσπονδίας ἐδήλωσεν ὅτι οἱ ὑπάλληλοι ἀναμένουν τὴν δικαίαν ἱκανοποίησιν τῶν αἰτημάτων των, τὰ ὁποῖα ἔχουν ὑποβληθῆ ἀπὸ μακροῦ χρόνου εἰς τὸ ἁρμόδιον Ὑπουργεῖον Οἰκονομικῶν. xyxy=(1184,864,1558,1062)
paragraph: Ἡ Ἐκτελεστικὴ Ἐπιτροπὴ τῆς ΑΔΕΔΥ ἔλαβε χθὲς τὴν ἀπόφασιν νὰ ἀναμείνη τὴν ἀπάντησιν τῆς Κυβερνήσεως μέχρι τῆς προσεχοῦς Παρασκευῆς, ὡς πρὸς τὰς χορηγηθησομένας αὐξήσεις εἰς τοὺς μισθοὺς τῶν δημοσίων ὑπαλλήλων. Ἐν περιπτώσει ἀρνητικῆς ἀπαντήσεως θὰ κηρυχθῆ γενικὴ ἀπεργία εἰς ὅλας τὰς δημοσίας ὑπηρεσίας τῆς χώρας. Ὁ κ. πρόεδρος τῆς Ὁμοσπονδίας ἐδήλωσεν ὅτι οἱ ὑπάλληλοι ἀναμένουν τὴν δικαίαν ἱκανοποίησιν τῶν αἰτημάτων των, τὰ ὁποῖα ἔχουν ὑποβληθῆ ἀπὸ μακροῦ χρόνου εἰς τὸ ἁρμόδιον Ὑπουργεῖον Οἰκονομικῶν. xyxy=(20,1037,202,1163)
article-body xyxy=(1377,1596,1558,1724)
article-body xyxy=(1185,1755,1367,1882)
lower-center-row xyxy=(406,1122,1171,2049)
paragraph: Ἡ Ἐκτελεστικὴ Ἐπιτροπὴ τῆς ΑΔΕΔΥ ἔλαβε χθὲς τὴν ἀπόφασιν νὰ ἀναμείνη τὴν ἀπάντησιν τῆς Κυβερνήσεως μέχρι τῆς προσεχοῦς Παρασκευῆς, ὡς πρὸς τὰς χορηγηθησομένας αὐξήσεις εἰς τοὺς μισθοὺς τῶν δημοσίων ὑπαλλήλων. Ἐν περιπτώσει ἀρνητικῆς ἀπαντήσεως θὰ κηρυχθῆ γενικὴ ἀπεργία εἰς ὅλας τὰς δημοσίας ὑπηρεσίας τῆς χώρας. Ὁ κ. πρόεδρος τῆς Ὁμοσπονδίας ἐδήλωσεν ὅτι οἱ ὑπάλληλοι ἀναμένουν τὴν δικαίαν ἱκανοποίησιν τῶν αἰτημάτων των, τὰ ὁποῖα ἔχουν ὑποβληθῆ ἀπὸ μακροῦ χρόνου εἰς τὸ ἁρμόδιον Ὑπουργεῖον Οἰκονομικῶν. xyxy=(665,209,913,297)
brief-headline: ΕΡΓΑΣΙΑΣ ΤΗΣ ΣΥΖΥΓΟΥ ΜΕ ΤΟ ΤΑΚΟΥΝΙ ΤΟΥ ΥΠΟΔΗΜΑΤΟΣ ΤΗΣ xyxy=(63,1812,349,1822)
paragraph: Ἡ Ἐκτελεστικὴ Ἐπιτροπὴ τῆς ΑΔΕΔΥ ἔλαβε χθὲς τὴν ἀπόφασιν νὰ ἀναμείνη τὴν ἀπάντησιν τῆς Κυβερνήσεως μέχρι τῆς προσεχοῦς Παρασκευῆς, ὡς πρὸς τὰς χορηγηθησομένας αὐξήσεις εἰς τοὺς μισθοὺς τῶν δημοσίων ὑπαλλήλων. Ἐν περιπτώσει ἀρνητικῆς ἀπαντήσεως θὰ κηρυχθῆ γενικὴ ἀπεργία εἰς ὅλας τὰς δημοσίας ὑπηρεσίας τῆς χώρας. Ὁ κ. πρόεδρος τῆς Ὁμοσπονδίας ἐδήλωσεν ὅτι οἱ ὑπάλληλοι ἀναμένουν τὴν δικαίαν ἱκανοποίησιν τῶν αἰτημάτων των, τὰ ὁποῖα ἔχουν ὑποβληθῆ ἀπὸ μακροῦ χρόνου εἰς τὸ ἁρμόδιον Ὑπουργεῖον Οἰκονομικῶν. xyxy=(922,313,1172,400)
story-seaman-court xyxy=(1185,1072,1558,1253)
brief-headline: ΜΝΗΜΟΣΥΝΟΝ ΤΟΥ ΧΑΡΙΛΑΟΥ ΤΡΙΚΟΥΠΗ xyxy=(624,1598,760,1617)
brief-headline: ΔΕΝ ΕΧΕΙ ΟΥΔΕΜΙΑΝ ΣΧΕΤΙΚΗΝ ΠΛΗΡΟΦΟΡΙΑΝ Η ΚΥΒΕΡΝΗΣΙΣ xyxy=(1398,1576,1537,1594)
section-subhead: ΤΑ ΜΙΚΡΑ ΚΟΜΜΑΤΑ xyxy=(484,965,577,975)
paragraph: Ἡ Ἐκτελεστικὴ Ἐπιτροπὴ τῆς ΑΔΕΔΥ ἔλαβε χθὲς τὴν ἀπόφασιν νὰ ἀναμείνη τὴν ἀπάντησιν τῆς Κυβερνήσεως μέχρι τῆς προσεχοῦς Παρασκευῆς, ὡς πρὸς τὰς χορηγηθησομένας αὐξήσεις εἰς τοὺς μισθοὺς τῶν δημοσίων ὑπαλλήλων. Ἐν περιπτώσει ἀρνητικῆς ἀπαντήσεως θὰ κηρυχθῆ γενικὴ ἀπεργία εἰς ὅλας τὰς δημοσίας ὑπηρεσίας τῆς χώρας. Ὁ κ. πρόεδρος τῆς Ὁμοσπονδίας ἐδήλωσεν ὅτι οἱ ὑπάλληλοι ἀναμένουν τὴν δικαίαν ἱκανοποίησιν τῶν αἰτημάτων των, τὰ ὁποῖα ἔχουν ὑποβληθῆ ἀπὸ μακροῦ χρόνου εἰς τὸ ἁρμόδιον Ὑπουργεῖον Οἰκονομικῶν. xyxy=(1184,157,1558,364)
paragraph: Ἡ Ἐκτελεστικὴ Ἐπιτροπὴ τῆς ΑΔΕΔΥ ἔλαβε χθὲς τὴν ἀπόφασιν νὰ ἀναμείνη τὴν ἀπάντησιν τῆς Κυβερνήσεως μέχρι τῆς προσεχοῦς Παρασκευῆς, ὡς πρὸς τὰς χορηγηθησομένας αὐξήσεις εἰς τοὺς μισθοὺς τῶν δημοσίων ὑπαλλήλων. Ἐν περιπτώσει ἀρνητικῆς ἀπαντήσεως θὰ κηρυχθῆ γενικὴ ἀπεργία εἰς ὅλας τὰς δημοσίας ὑπηρεσίας τῆς χώρας. Ὁ κ. πρόεδρος τῆς Ὁμοσπονδίας ἐδήλωσεν ὅτι οἱ ὑπάλληλοι ἀναμένουν τὴν δικαίαν ἱκανοποίησιν τῶν αἰτημάτων των, τὰ ὁποῖα ἔχουν ὑποβληθῆ ἀπὸ μακροῦ χρόνου εἰς τὸ ἁρμόδιον Ὑπουργεῖον Οἰκονομικῶν. xyxy=(922,484,1172,572)
paragraph: Ἡ Ἐκτελεστικὴ Ἐπιτροπὴ τῆς ΑΔΕΔΥ ἔλαβε χθὲς τὴν ἀπόφασιν νὰ ἀναμείνη τὴν ἀπάντησιν τῆς Κυβερνήσεως μέχρι τῆς προσεχοῦς Παρασκευῆς, ὡς πρὸς τὰς χορηγηθησομένας αὐξήσεις εἰς τοὺς μισθοὺς τῶν δημοσίων ὑπαλλήλων. Ἐν περιπτώσει ἀρνητικῆς ἀπαντήσεως θὰ κηρυχθῆ γενικὴ ἀπεργία εἰς ὅλας τὰς δημοσίας ὑπηρεσίας τῆς χώρας. Ὁ κ. πρόεδρος τῆς Ὁμοσπονδίας ἐδήλωσεν ὅτι οἱ ὑπάλληλοι ἀναμένουν τὴν δικαίαν ἱκανοποίησιν τῶν αἰτημάτων των, τὰ ὁποῖα ἔχουν ὑποβληθῆ ἀπὸ μακροῦ χρόνου εἰς τὸ ἁρμόδιον Ὑπουργεῖον Οἰκονομικῶν. xyxy=(1376,1433,1558,1559)
headline: ΕΤΕΡΜΑΤΙΣΘΗ ΑΠΟ ΧΘΕΣ Η ΧΟΡΗΓΗΣΙΣ ΑΜΕΡΙΚΑΝΙΚΗΣ ΣΤΡΑΤΙΩΤΙΚΗΣ ΒΟΗΘΕΙΑΣ ΕΙΣ ΤΗΝ ΓΙΟΥΓΚΟΣΛΑΒΙΑΝ xyxy=(1185,375,1558,439)
paragraph: Ἡ Ἐκτελεστικὴ Ἐπιτροπὴ τῆς ΑΔΕΔΥ ἔλαβε χθὲς τὴν ἀπόφασιν νὰ ἀναμείνη τὴν ἀπάντησιν τῆς Κυβερνήσεως μέχρι τῆς προσεχοῦς Παρασκευῆς, ὡς πρὸς τὰς χορηγηθησομένας αὐξήσεις εἰς τοὺς μισθοὺς τῶν δημοσίων ὑπαλλήλων. Ἐν περιπτώσει ἀρνητικῆς ἀπαντήσεως θὰ κηρυχθῆ γενικὴ ἀπεργία εἰς ὅλας τὰς δημοσίας ὑπηρεσίας τῆς χώρας. Ὁ κ. πρόεδρος τῆς Ὁμοσπονδίας ἐδήλωσεν ὅτι οἱ ὑπάλληλοι ἀναμένουν τὴν δικαίαν ἱκανοποίησιν τῶν αἰτημάτων των, τὰ ὁποῖα ἔχουν ὑποβληθῆ ἀπὸ μακροῦ χρόνου εἰς τὸ ἁρμόδιον Ὑπουργεῖον Οἰκονομικῶν. xyxy=(1184,445,1367,571)
headline: ΘΑ ΚΑΤΕΛΘΟΥΝ ΕΙΣ ΑΠΕΡΓΙΑΚΟΝ ΑΓΩΝΑ ΟΙ ΔΗΜΟΣΙΟΙ ΥΠΑΛΛΗΛΟΙ ΑΝ Η ΚΥΒΕΡΝΗΣΙΣ ΔΕΝ ΧΟΡΗΓΗΣΗ ΑΥΞΗΣΕΙΣ ΕΙΣ ΤΟΥΣ ΜΙΣΘΟΥΣ ΤΩΝ xyxy=(28,73,385,160)
brief-headline: ΟΙ ΠΕΡΙΦΕΡΕΙΑΚΟΙ ΣΧΟΛΙΚΟΙ ΑΓΩΝΕΣ xyxy=(803,1908,968,1918)
paragraph: Ἡ Ἐκτελεστικὴ Ἐπιτροπὴ τῆς ΑΔΕΔΥ ἔλαβε χθὲς τὴν ἀπόφασιν νὰ ἀναμείνη τὴν ἀπάντησιν τῆς Κυβερνήσεως μέχρι τῆς προσεχοῦς Παρασκευῆς, ὡς πρὸς τὰς χορηγηθησομένας αὐξήσεις εἰς τοὺς μισθοὺς τῶν δημοσίων ὑπαλλήλων. Ἐν περιπτώσει ἀρνητικῆς ἀπαντήσεως θὰ κηρυχθῆ γενικὴ ἀπεργία εἰς ὅλας τὰς δημοσίας ὑπηρεσίας τῆς χώρας. Ὁ κ. πρόεδρος τῆς Ὁμοσπονδίας ἐδήλωσεν ὅτι οἱ ὑπάλληλοι ἀναμένουν τὴν δικαίαν ἱκανοποίησιν τῶν αἰτημάτων των, τὰ ὁποῖα ἔχουν ὑποβληθῆ ἀπὸ μακροῦ χρόνου εἰς τὸ ἁρμόδιον Ὑπουργεῖον Οἰκονομικῶν. xyxy=(1376,1746,1558,1872)
paragraph: Ἡ Ἐκτελεστικὴ Ἐπιτροπὴ τῆς ΑΔΕΔΥ ἔλαβε χθὲς τὴν ἀπόφασιν νὰ ἀναμείνη τὴν ἀπάντησιν τῆς Κυβερνήσεως μέχρι τῆς προσεχοῦς Παρασκευῆς, ὡς πρὸς τὰς χορηγηθησομένας αὐξήσεις εἰς τοὺς μισθοὺς τῶν δημοσίων ὑπαλλήλων. Ἐν περιπτώσει ἀρνητικῆς ἀπαντήσεως θὰ κηρυχθῆ γενικὴ ἀπεργία εἰς ὅλας τὰς δημοσίας ὑπηρεσίας τῆς χώρας. Ὁ κ. πρόεδρος τῆς Ὁμοσπονδίας ἐδήλωσεν ὅτι οἱ ὑπάλληλοι ἀναμένουν τὴν δικαίαν ἱκανοποίησιν τῶν αἰτημάτων των, τὰ ὁποῖα ἔχουν ὑποβληθῆ ἀπὸ μακροῦ χρόνου εἰς τὸ ἁρμόδιον Ὑπουργεῖον Οἰκονομικῶν. xyxy=(1376,2076,1558,2202)
story-tax-credit xyxy=(1185,585,1558,785)
headline: ΕΔΙΚΑΙΩΘΗ ΥΠΟ ΑΜΕΡΙΚΑΝΙΚΟΥ ΔΙΚΑΣΤΗΡΙΟΥ ΕΛΛΗΝ ΝΑΥΤΕΡΓΑΤΗΣ ΛΙΒΕΡΙΑΝΟΥ ΣΚΑΦΟΥΣ xyxy=(1185,1072,1558,1118)
paragraph: Ἡ Ἐκτελεστικὴ Ἐπιτροπὴ τῆς ΑΔΕΔΥ ἔλαβε χθὲς τὴν ἀπόφασιν νὰ ἀναμείνη τὴν ἀπάντησιν τῆς Κυβερνήσεως μέχρι τῆς προσεχοῦς Παρασκευῆς, ὡς πρὸς τὰς χορηγηθησομένας αὐξήσεις εἰς τοὺς μισθοὺς τῶν δημοσίων ὑπαλλήλων. Ἐν περιπτώσει ἀρνητικῆς ἀπαντήσεως θὰ κηρυχθῆ γενικὴ ἀπεργία εἰς ὅλας τὰς δημοσίας ὑπηρεσίας τῆς χώρας. Ὁ κ. πρόεδρος τῆς Ὁμοσπονδίας ἐδήλωσεν ὅτι οἱ ὑπάλληλοι ἀναμένουν τὴν δικαίαν ἱκανοποίησιν τῶν αἰτημάτων των, τὰ ὁποῖα ἔχουν ὑποβληθῆ ἀπὸ μακροῦ χρόνου εἰς τὸ ἁρμόδιον Ὑπουργεῖον Οἰκονομικῶν. xyxy=(20,647,394,845)
paragraph: Ἡ Ἐκτελεστικὴ Ἐπιτροπὴ τῆς ΑΔΕΔΥ ἔλαβε χθὲς τὴν ἀπόφασιν νὰ ἀναμείνη τὴν ἀπάντησιν τῆς Κυβερνήσεως μέχρι τῆς προσεχοῦς Παρασκευῆς, ὡς πρὸς τὰς χορηγηθησομένας αὐξήσεις εἰς τοὺς μισθοὺς τῶν δημοσίων ὑπαλλήλων. Ἐν περιπτώσει ἀρνητικῆς ἀπαντήσεως θὰ κηρυχθῆ γενικὴ ἀπεργία εἰς ὅλας τὰς δημοσίας ὑπηρεσίας τῆς χώρας. Ὁ κ. πρόεδρος τῆς Ὁμοσπονδίας ἐδήλωσεν ὅτι οἱ ὑπάλληλοι ἀναμένουν τὴν δικαίαν ἱκανοποίησιν τῶν αἰτημάτων των, τὰ ὁποῖα ἔχουν ὑποβληθῆ ἀπὸ μακροῦ χρόνου εἰς τὸ ἁρμόδιον Ὑπουργεῖον Οἰκονομικῶν. xyxy=(20,449,202,576)
paragraph: Ἡ Ἐκτελεστικὴ Ἐπιτροπὴ τῆς ΑΔΕΔΥ ἔλαβε χθὲς τὴν ἀπόφασιν νὰ ἀναμείνη τὴν ἀπάντησιν τῆς Κυβερνήσεως μέχρι τῆς προσεχοῦς Παρασκευῆς, ὡς πρὸς τὰς χορηγηθησομένας αὐξήσεις εἰς τοὺς μισθοὺς τῶν δημοσίων ὑπαλλήλων. Ἐν περιπτώσει ἀρνητικῆς ἀπαντήσεως θὰ κηρυχθῆ γενικὴ ἀπεργία εἰς ὅλας τὰς δημοσίας ὑπηρεσίας τῆς χώρας. Ὁ κ. πρόεδρος τῆς Ὁμοσπονδίας ἐδήλωσεν ὅτι οἱ ὑπάλληλοι ἀναμένουν τὴν δικαίαν ἱκανοποίησιν τῶν αἰτημάτων των, τὰ ὁποῖα ἔχουν ὑποβληθῆ ἀπὸ μακροῦ χρόνου εἰς τὸ ἁρμόδιον Ὑπουργεῖον Οἰκονομικῶν. xyxy=(793,1777,978,1904)
article-body xyxy=(20,1897,393,1955)
brief-headline: Η ΕΡΕ ΑΥΤΟΔΙΑΛΥΕΤΑΙ xyxy=(642,1306,743,1316)
brief-headline: ΕΛΑΦΡΑ ΣΕΙΣΜΙΚΗ ΔΟΝΗΣΙΣ ΕΙΣ ΚΑΡΠΑΘΟΝ xyxy=(1397,1726,1539,1745)
lower-center-col-d xyxy=(987,1122,1171,2049)
lower-center-col-b xyxy=(601,1122,784,2049)
article-body xyxy=(406,209,1171,402)
paragraph: Ἡ Ἐκτελεστικὴ Ἐπιτροπὴ τῆς ΑΔΕΔΥ ἔλαβε χθὲς τὴν ἀπόφασιν νὰ ἀναμείνη τὴν ἀπάντησιν τῆς Κυβερνήσεως μέχρι τῆς προσεχοῦς Παρασκευῆς, ὡς πρὸς τὰς χορηγηθησομένας αὐξήσεις εἰς τοὺς μισθοὺς τῶν δημοσίων ὑπαλλήλων. Ἐν περιπτώσει ἀρνητικῆς ἀπαντήσεως θὰ κηρυχθῆ γενικὴ ἀπεργία εἰς ὅλας τὰς δημοσίας ὑπηρεσίας τῆς χώρας. Ὁ κ. πρόεδρος τῆς Ὁμοσπονδίας ἐδήλωσεν ὅτι οἱ ὑπάλληλοι ἀναμένουν τὴν δικαίαν ἱκανοποίησιν τῶν αἰτημάτων των, τὰ ὁποῖα ἔχουν ὑποβληθῆ ἀπὸ μακροῦ χρόνου εἰς τὸ ἁρμόδιον Ὑπουργεῖον Οἰκονομικῶν. xyxy=(600,1618,784,1744)
headline: ΤΟ ΦΟΡΟΛΟΓΙΚΟΝ ΚΑΙ ΠΙΣΤΩΤΙΚΟΝ ΚΥΡΙΑ ΘΕΜΑΤΑ ΤΗΣ ΓΕΝ. ΣΥΝΕΛΕΥΣΕΩΣ ΤΟΥ ΕΜΠΟΡΙΚΟΥ ΣΥΛΛΟΓΟΥ xyxy=(1185,585,1558,649)
paragraph: Ἡ Ἐκτελεστικὴ Ἐπιτροπὴ τῆς ΑΔΕΔΥ ἔλαβε χθὲς τὴν ἀπόφασιν νὰ ἀναμείνη τὴν ἀπάντησιν τῆς Κυβερνήσεως μέχρι τῆς προσεχοῦς Παρασκευῆς, ὡς πρὸς τὰς χορηγηθησομένας αὐξήσεις εἰς τοὺς μισθοὺς τῶν δημοσίων ὑπαλλήλων. Ἐν περιπτώσει ἀρνητικῆς ἀπαντήσεως θὰ κηρυχθῆ γενικὴ ἀπεργία εἰς ὅλας τὰς δημοσίας ὑπηρεσίας τῆς χώρας. Ὁ κ. πρόεδρος τῆς Ὁμοσπονδίας ἐδήλωσεν ὅτι οἱ ὑπάλληλοι ἀναμένουν τὴν δικαίαν ἱκανοποίησιν τῶν αἰτημάτων των, τὰ ὁποῖα ἔχουν ὑποβληθῆ ἀπὸ μακροῦ χρόνου εἰς τὸ ἁρμόδιον Ὑπουργεῖον Οἰκονομικῶν. xyxy=(20,2031,394,2090)
headline: Ο ΚΡΟΥΣΤΣΕΦ ΕΤΟΙΜΑΖΕΤΑΙ ΝΑ ΕΞΑΠΟΛΥΣΗ ΔΙΕΘΝΕΣ ΠΥΡΟΤΕΧΝΗΜΑ ΕΙΣ ΤΗΝ ΔΙΑΣΚΕΨΙΝ ΤΩΝ ΜΕΓΑΛΩΝ xyxy=(20,1455,393,1519)
paragraph: Ἡ Ἐκτελεστικὴ Ἐπιτροπὴ τῆς ΑΔΕΔΥ ἔλαβε χθὲς τὴν ἀπόφασιν νὰ ἀναμείνη τὴν ἀπάντησιν τῆς Κυβερνήσεως μέχρι τῆς προσεχοῦς Παρασκευῆς, ὡς πρὸς τὰς χορηγηθησομένας αὐξήσεις εἰς τοὺς μισθοὺς τῶν δημοσίων ὑπαλλήλων. Ἐν περιπτώσει ἀρνητικῆς ἀπαντήσεως θὰ κηρυχθῆ γενικὴ ἀπεργία εἰς ὅλας τὰς δημοσίας ὑπηρεσίας τῆς χώρας. Ὁ κ. πρόεδρος τῆς Ὁμοσπονδίας ἐδήλωσεν ὅτι οἱ ὑπάλληλοι ἀναμένουν τὴν δικαίαν ἱκανοποίησιν τῶν αἰτημάτων των, τὰ ὁποῖα ἔχουν ὑποβληθῆ ἀπὸ μακροῦ χρόνου εἰς τὸ ἁρμόδιον Ὑπουργεῖον Οἰκονομικῶν. xyxy=(1376,1945,1558,2073)
paragraph: Ἡ Ἐκτελεστικὴ Ἐπιτροπὴ τῆς ΑΔΕΔΥ ἔλαβε χθὲς τὴν ἀπόφασιν νὰ ἀναμείνη τὴν ἀπάντησιν τῆς Κυβερνήσεως μέχρι τῆς προσεχοῦς Παρασκευῆς, ὡς πρὸς τὰς χορηγηθησομένας αὐξήσεις εἰς τοὺς μισθοὺς τῶν δημοσίων ὑπαλλήλων. Ἐν περιπτώσει ἀρνητικῆς ἀπαντήσεως θὰ κηρυχθῆ γενικὴ ἀπεργία εἰς ὅλας τὰς δημοσίας ὑπηρεσίας τῆς χώρας. Ὁ κ. πρόεδρος τῆς Ὁμοσπονδίας ἐδήλωσεν ὅτι οἱ ὑπάλληλοι ἀναμένουν τὴν δικαίαν ἱκανοποίησιν τῶν αἰτημάτων των, τὰ ὁποῖα ἔχουν ὑποβληθῆ ἀπὸ μακροῦ χρόνου εἰς τὸ ἁρμόδιον Ὑπουργεῖον Οἰκονομικῶν. xyxy=(1184,654,1367,781)
paragraph: Ἡ Ἐκτελεστικὴ Ἐπιτροπὴ τῆς ΑΔΕΔΥ ἔλαβε χθὲς τὴν ἀπόφασιν νὰ ἀναμείνη τὴν ἀπάντησιν τῆς Κυβερνήσεως μέχρι τῆς προσεχοῦς Παρασκευῆς, ὡς πρὸς τὰς χορηγηθησομένας αὐξήσεις εἰς τοὺς μισθοὺς τῶν δημοσίων ὑπαλλήλων. Ἐν περιπτώσει ἀρνητικῆς ἀπαντήσεως θὰ κηρυχθῆ γενικὴ ἀπεργία εἰς ὅλας τὰς δημοσίας ὑπηρεσίας τῆς χώρας. Ὁ κ. πρόεδρος τῆς Ὁμοσπονδίας ἐδήλωσεν ὅτι οἱ ὑπάλληλοι ἀναμένουν τὴν δικαίαν ἱκανοποίησιν τῶν αἰτημάτων των, τὰ ὁποῖα ἔχουν ὑποβληθῆ ἀπὸ μακροῦ χρόνου εἰς τὸ ἁρμόδιον Ὑπουργεῖον Οἰκονομικῶν. xyxy=(211,189,394,317)
paragraph: Ἡ Ἐκτελεστικὴ Ἐπιτροπὴ τῆς ΑΔΕΔΥ ἔλαβε χθὲς τὴν ἀπόφασιν νὰ ἀναμείνη τὴν ἀπάντησιν τῆς Κυβερνήσεως μέχρι τῆς προσεχοῦς Παρασκευῆς, ὡς πρὸς τὰς χορηγηθησομένας αὐξήσεις εἰς τοὺς μισθοὺς τῶν δημοσίων ὑπαλλήλων. Ἐν περιπτώσει ἀρνητικῆς ἀπαντήσεως θὰ κηρυχθῆ γενικὴ ἀπεργία εἰς ὅλας τὰς δημοσίας ὑπηρεσίας τῆς χώρας. Ὁ κ. πρόεδρος τῆς Ὁμοσπονδίας ἐδήλωσεν ὅτι οἱ ὑπάλληλοι ἀναμένουν τὴν δικαίαν ἱκανοποίησιν τῶν αἰτημάτων των, τὰ ὁποῖα ἔχουν ὑποβληθῆ ἀπὸ μακροῦ χρόνου εἰς τὸ ἁρμόδιον Ὑπουργεῖον Οἰκονομικῶν. xyxy=(211,449,394,576)
brief-headline: ΑΝΑΒΟΛΗ ΤΑΚΤΟΠΟΙΗΣΕΩΣ ΦΟΙΤΗΤΙΚΗΣ ΕΣΤΙΑΣ xyxy=(795,1306,976,1325)
article-body xyxy=(794,1486,977,1613)
paragraph: Ἡ Ἐκτελεστικὴ Ἐπιτροπὴ τῆς ΑΔΕΔΥ ἔλαβε χθὲς τὴν ἀπόφασιν νὰ ἀναμείνη τὴν ἀπάντησιν τῆς Κυβερνήσεως μέχρι τῆς προσεχοῦς Παρασκευῆς, ὡς πρὸς τὰς χορηγηθησομένας αὐξήσεις εἰς τοὺς μισθοὺς τῶν δημοσίων ὑπαλλήλων. Ἐν περιπτώσει ἀρνητικῆς ἀπαντήσεως θὰ κηρυχθῆ γενικὴ ἀπεργία εἰς ὅλας τὰς δημοσίας ὑπηρεσίας τῆς χώρας. Ὁ κ. πρόεδρος τῆς Ὁμοσπονδίας ἐδήλωσεν ὅτι οἱ ὑπάλληλοι ἀναμένουν τὴν δικαίαν ἱκανοποίησιν τῶν αἰτημάτων των, τὰ ὁποῖα ἔχουν ὑποβληθῆ ἀπὸ μακροῦ χρόνου εἰς τὸ ἁρμόδιον Ὑπουργεῖον Οἰκονομικῶν. xyxy=(793,1636,978,1762)
article-body xyxy=(1185,1906,1367,2033)
subheadline: ΑΜΕΡΙΚΑΝΙΚΟΙ ΠΥΡΑΥΛΟΙ ΕΓΚΑΤΕΣΤΑΘΗΣΑΝ ΕΙΣ ΓΕΡΜΑΝΙΑΝ xyxy=(1391,209,1544,230)
brief-headline: ΑΡΧΗΓΟΣ ΤΗΣ ΕΙΣ ΤΗΝ ΕΛΛΑΔΑ ΑΜΕΡΙΚΑΝΙΚΗΣ ΟΙΚΟΝΟΜΙΚΗΣ ΑΠΟΣΤΟΛΗΣ xyxy=(817,1456,956,1484)
paragraph: Ἡ Ἐκτελεστικὴ Ἐπιτροπὴ τῆς ΑΔΕΔΥ ἔλαβε χθὲς τὴν ἀπόφασιν νὰ ἀναμείνη τὴν ἀπάντησιν τῆς Κυβερνήσεως μέχρι τῆς προσεχοῦς Παρασκευῆς, ὡς πρὸς τὰς χορηγηθησομένας αὐξήσεις εἰς τοὺς μισθοὺς τῶν δημοσίων ὑπαλλήλων. Ἐν περιπτώσει ἀρνητικῆς ἀπαντήσεως θὰ κηρυχθῆ γενικὴ ἀπεργία εἰς ὅλας τὰς δημοσίας ὑπηρεσίας τῆς χώρας. Ὁ κ. πρόεδρος τῆς Ὁμοσπονδίας ἐδήλωσεν ὅτι οἱ ὑπάλληλοι ἀναμένουν τὴν δικαίαν ἱκανοποίησιν τῶν αἰτημάτων των, τὰ ὁποῖα ἔχουν ὑποβληθῆ ἀπὸ μακροῦ χρόνου εἰς τὸ ἁρμόδιον Ὑπουργεῖον Οἰκονομικῶν. xyxy=(665,887,913,975)
headline: ΘΑ ΔΙΕΞΑΧΘΟΥΝ ΕΙΣ ΔΙΚΗΝ ΟΙ ΔΗΜΟΔΙΔΑΣΚΑΛΟΙ ΑΓΥΙΑΣ ΔΙΟΤΙ ΑΠΗΡΓΗΣΑΝ! xyxy=(799,1124,973,1169)
paragraph: Ἡ Ἐκτελεστικὴ Ἐπιτροπὴ τῆς ΑΔΕΔΥ ἔλαβε χθὲς τὴν ἀπόφασιν νὰ ἀναμείνη τὴν ἀπάντησιν τῆς Κυβερνήσεως μέχρι τῆς προσεχοῦς Παρασκευῆς, ὡς πρὸς τὰς χορηγηθησομένας αὐξήσεις εἰς τοὺς μισθοὺς τῶν δημοσίων ὑπαλλήλων. Ἐν περιπτώσει ἀρνητικῆς ἀπαντήσεως θὰ κηρυχθῆ γενικὴ ἀπεργία εἰς ὅλας τὰς δημοσίας ὑπηρεσίας τῆς χώρας. Ὁ κ. πρόεδρος τῆς Ὁμοσπονδίας ἐδήλωσεν ὅτι οἱ ὑπάλληλοι ἀναμένουν τὴν δικαίαν ἱκανοποίησιν τῶν αἰτημάτων των, τὰ ὁποῖα ἔχουν ὑποβληθῆ ἀπὸ μακροῦ χρόνου εἰς τὸ ἁρμόδιον Ὑπουργεῖον Οἰκονομικῶν. xyxy=(20,1246,202,1373)
paragraph: Ἡ Ἐκτελεστικὴ Ἐπιτροπὴ τῆς ΑΔΕΔΥ ἔλαβε χθὲς τὴν ἀπόφασιν νὰ ἀναμείνη τὴν ἀπάντησιν τῆς Κυβερνήσεως μέχρι τῆς προσεχοῦς Παρασκευῆς, ὡς πρὸς τὰς χορηγηθησομένας αὐξήσεις εἰς τοὺς μισθοὺς τῶν δημοσίων ὑπαλλήλων. Ἐν περιπτώσει ἀρνητικῆς ἀπαντήσεως θὰ κηρυχθῆ γενικὴ ἀπεργία εἰς ὅλας τὰς δημοσίας ὑπηρεσίας τῆς χώρας. Ὁ κ. πρόεδρος τῆς Ὁμοσπονδίας ἐδήλωσεν ὅτι οἱ ὑπάλληλοι ἀναμένουν τὴν δικαίαν ἱκανοποίησιν τῶν αἰτημάτων των, τὰ ὁποῖα ἔχουν ὑποβληθῆ ἀπὸ μακροῦ χρόνου εἰς τὸ ἁρμόδιον Ὑπουργεῖον Οἰκονομικῶν. xyxy=(20,1970,394,2029)
story-cyprus-lead xyxy=(406,70,1171,402)
paragraph: Ἡ Ἐκτελεστικὴ Ἐπιτροπὴ τῆς ΑΔΕΔΥ ἔλαβε χθὲς τὴν ἀπόφασιν νὰ ἀναμείνη τὴν ἀπάντησιν τῆς Κυβερνήσεως μέχρι τῆς προσεχοῦς Παρασκευῆς, ὡς πρὸς τὰς χορηγηθησομένας αὐξήσεις εἰς τοὺς μισθοὺς τῶν δημοσίων ὑπαλλήλων. Ἐν περιπτώσει ἀρνητικῆς ἀπαντήσεως θὰ κηρυχθῆ γενικὴ ἀπεργία εἰς ὅλας τὰς δημοσίας ὑπηρεσίας τῆς χώρας. Ὁ κ. πρόεδρος τῆς Ὁμοσπονδίας ἐδήλωσεν ὅτι οἱ ὑπάλληλοι ἀναμένουν τὴν δικαίαν ἱκανοποίησιν τῶν αἰτημάτων των, τὰ ὁποῖα ἔχουν ὑποβληθῆ ἀπὸ μακροῦ χρόνου εἰς τὸ ἁρμόδιον Ὑπουργεῖον Οἰκονομικῶν. xyxy=(922,900,1172,989)
article-body xyxy=(794,1636,977,1763)
paragraph: Ἡ Ἐκτελεστικὴ Ἐπιτροπὴ τῆς ΑΔΕΔΥ ἔλαβε χθὲς τὴν ἀπόφασιν νὰ ἀναμείνη τὴν ἀπάντησιν τῆς Κυβερνήσεως μέχρι τῆς προσεχοῦς Παρασκευῆς, ὡς πρὸς τὰς χορηγηθησομένας αὐξήσεις εἰς τοὺς μισθοὺς τῶν δημοσίων ὑπαλλήλων. Ἐν περιπτώσει ἀρνητικῆς ἀπαντήσεως θὰ κηρυχθῆ γενικὴ ἀπεργία εἰς ὅλας τὰς δημοσίας ὑπηρεσίας τῆς χώρας. Ὁ κ. πρόεδρος τῆς Ὁμοσπονδίας ἐδήλωσεν ὅτι οἱ ὑπάλληλοι ἀναμένουν τὴν δικαίαν ἱκανοποίησιν τῶν αἰτημάτων των, τὰ ὁποῖα ἔχουν ὑποβληθῆ ἀπὸ μακροῦ χρόνου εἰς τὸ ἁρμόδιον Ὑπουργεῖον Οἰκονομικῶν. xyxy=(1184,157,1367,283)
article-body xyxy=(20,189,393,579)
lower-center-col-c xyxy=(794,1122,977,2049)
column-center xyxy=(406,70,1171,2289)
brief-headline: ΑΝΕΣΤΑΛΗ Η ΤΡΙΗΜΕΡΟΣ ΑΠΕΡΓΙΑ ΕΙΣ ΤΟΝ ΟΤΕ ΚΑΤΟΠΙΝ ΥΠΟΣΧΕΣΕΩΝ xyxy=(1191,1735,1361,1754)
article-body xyxy=(601,1317,784,1444)
divider xyxy=(20,589,393,590)
paragraph: Ἡ Ἐκτελεστικὴ Ἐπιτροπὴ τῆς ΑΔΕΔΥ ἔλαβε χθὲς τὴν ἀπόφασιν νὰ ἀναμείνη τὴν ἀπάντησιν τῆς Κυβερνήσεως μέχρι τῆς προσεχοῦς Παρασκευῆς, ὡς πρὸς τὰς χορηγηθησομένας αὐξήσεις εἰς τοὺς μισθοὺς τῶν δημοσίων ὑπαλλήλων. Ἐν περιπτώσει ἀρνητικῆς ἀπαντήσεως θὰ κηρυχθῆ γενικὴ ἀπεργία εἰς ὅλας τὰς δημοσίας ὑπηρεσίας τῆς χώρας. Ὁ κ. πρόεδρος τῆς Ὁμοσπονδίας ἐδήλωσεν ὅτι οἱ ὑπάλληλοι ἀναμένουν τὴν δικαίαν ἱκανοποίησιν τῶν αἰτημάτων των, τὰ ὁποῖα ἔχουν ὑποβληθῆ ἀπὸ μακροῦ χρόνου εἰς τὸ ἁρμόδιον Ὑπουργεῖον Οἰκονομικῶν. xyxy=(1184,1604,1367,1731)
paragraph: Ἡ Ἐκτελεστικὴ Ἐπιτροπὴ τῆς ΑΔΕΔΥ ἔλαβε χθὲς τὴν ἀπόφασιν νὰ ἀναμείνη τὴν ἀπάντησιν τῆς Κυβερνήσεως μέχρι τῆς προσεχοῦς Παρασκευῆς, ὡς πρὸς τὰς χορηγηθησομένας αὐξήσεις εἰς τοὺς μισθοὺς τῶν δημοσίων ὑπαλλήλων. Ἐν περιπτώσει ἀρνητικῆς ἀπαντήσεως θὰ κηρυχθῆ γενικὴ ἀπεργία εἰς ὅλας τὰς δημοσίας ὑπηρεσίας τῆς χώρας. Ὁ κ. πρόεδρος τῆς Ὁμοσπονδίας ἐδήλωσεν ὅτι οἱ ὑπάλληλοι ἀναμένουν τὴν δικαίαν ἱκανοποίησιν τῶν αἰτημάτων των, τὰ ὁποῖα ἔχουν ὑποβληθῆ ἀπὸ μακροῦ χρόνου εἰς τὸ ἁρμόδιον Ὑπουργεῖον Οἰκονομικῶν. xyxy=(922,692,1172,780)
paragraph: Ἡ Ἐκτελεστικὴ Ἐπιτροπὴ τῆς ΑΔΕΔΥ ἔλαβε χθὲς τὴν ἀπόφασιν νὰ ἀναμείνη τὴν ἀπάντησιν τῆς Κυβερνήσεως μέχρι τῆς προσεχοῦς Παρασκευῆς, ὡς πρὸς τὰς χορηγηθησομένας αὐξήσεις εἰς τοὺς μισθοὺς τῶν δημοσίων ὑπαλλήλων. Ἐν περιπτώσει ἀρνητικῆς ἀπαντήσεως θὰ κηρυχθῆ γενικὴ ἀπεργία εἰς ὅλας τὰς δημοσίας ὑπηρεσίας τῆς χώρας. Ὁ κ. πρόεδρος τῆς Ὁμοσπονδίας ἐδήλωσεν ὅτι οἱ ὑπάλληλοι ἀναμένουν τὴν δικαίαν ἱκανοποίησιν τῶν αἰτημάτων των, τὰ ὁποῖα ἔχουν ὑποβληθῆ ἀπὸ μακροῦ χρόνου εἰς τὸ ἁρμόδιον Ὑπουργεῖον Οἰκονομικῶν. xyxy=(406,1803,591,1931)
paragraph: Ἡ Ἐκτελεστικὴ Ἐπιτροπὴ τῆς ΑΔΕΔΥ ἔλαβε χθὲς τὴν ἀπόφασιν νὰ ἀναμείνη τὴν ἀπάντησιν τῆς Κυβερνήσεως μέχρι τῆς προσεχοῦς Παρασκευῆς, ὡς πρὸς τὰς χορηγηθησομένας αὐξήσεις εἰς τοὺς μισθοὺς τῶν δημοσίων ὑπαλλήλων. Ἐν περιπτώσει ἀρνητικῆς ἀπαντήσεως θὰ κηρυχθῆ γενικὴ ἀπεργία εἰς ὅλας τὰς δημοσίας ὑπηρεσίας τῆς χώρας. Ὁ κ. πρόεδρος τῆς Ὁμοσπονδίας ἐδήλωσεν ὅτι οἱ ὑπάλληλοι ἀναμένουν τὴν δικαίαν ἱκανοποίησιν τῶν αἰτημάτων των, τὰ ὁποῖα ἔχουν ὑποβληθῆ ἀπὸ μακροῦ χρόνου εἰς τὸ ἁρμόδιον Ὑπουργεῖον Οἰκονομικῶν. xyxy=(793,1175,978,1303)
headline: ΕΠΕΚΤΕΙΝΕΤΑΙ ΤΟ ΚΥΜΑ ΤΩΝ ΕΡΓΑΤΙΚΩΝ ΑΠΕΡΓΙΩΝ ΕΙΣ ΙΣΠΑΝΙΑΝ xyxy=(605,1124,779,1169)
article-body xyxy=(1185,865,1558,1063)
paragraph: Ἡ Ἐκτελεστικὴ Ἐπιτροπὴ τῆς ΑΔΕΔΥ ἔλαβε χθὲς τὴν ἀπόφασιν νὰ ἀναμείνη τὴν ἀπάντησιν τῆς Κυβερνήσεως μέχρι τῆς προσεχοῦς Παρασκευῆς, ὡς πρὸς τὰς χορηγηθησομένας αὐξήσεις εἰς τοὺς μισθοὺς τῶν δημοσίων ὑπαλλήλων. Ἐν περιπτώσει ἀρνητικῆς ἀπαντήσεως θὰ κηρυχθῆ γενικὴ ἀπεργία εἰς ὅλας τὰς δημοσίας ὑπηρεσίας τῆς χώρας. Ὁ κ. πρόεδρος τῆς Ὁμοσπονδίας ἐδήλωσεν ὅτι οἱ ὑπάλληλοι ἀναμένουν τὴν δικαίαν ἱκανοποίησιν τῶν αἰτημάτων των, τὰ ὁποῖα ἔχουν ὑποβληθῆ ἀπὸ μακροῦ χρόνου εἰς τὸ ἁρμόδιον Ὑπουργεῖον Οἰκονομικῶν. xyxy=(1184,1124,1367,1250)
headline: ΣΥΛΛΑΛΗΤΗΡΙΟΝ ΔΙΑΜΑΡΤΥΡΙΑΣ ΚΑΠΝΟΠΑΡΑΓΩΓΩΝ ΣΥΓΚΑΛΕΙΤΑΙ ΑΥΡΙΟΝ ΕΙΣ ΤΗΝ ΘΕΣΣΑΛΟΝΙΚΗΝ xyxy=(20,596,393,642)
paragraph: Ἡ Ἐκτελεστικὴ Ἐπιτροπὴ τῆς ΑΔΕΔΥ ἔλαβε χθὲς τὴν ἀπόφασιν νὰ ἀναμείνη τὴν ἀπάντησιν τῆς Κυβερνήσεως μέχρι τῆς προσεχοῦς Παρασκευῆς, ὡς πρὸς τὰς χορηγηθησομένας αὐξήσεις εἰς τοὺς μισθοὺς τῶν δημοσίων ὑπαλλήλων. Ἐν περιπτώσει ἀρνητικῆς ἀπαντήσεως θὰ κηρυχθῆ γενικὴ ἀπεργία εἰς ὅλας τὰς δημοσίας ὑπηρεσίας τῆς χώρας. Ὁ κ. πρόεδρος τῆς Ὁμοσπονδίας ἐδήλωσεν ὅτι οἱ ὑπάλληλοι ἀναμένουν τὴν δικαίαν ἱκανοποίησιν τῶν αἰτημάτων των, τὰ ὁποῖα ἔχουν ὑποβληθῆ ἀπὸ μακροῦ χρόνου εἰς τὸ ἁρμόδιον Ὑπουργεῖον Οἰκονομικῶν. xyxy=(987,1419,1172,1546)
paragraph: Ἡ Ἐκτελεστικὴ Ἐπιτροπὴ τῆς ΑΔΕΔΥ ἔλαβε χθὲς τὴν ἀπόφασιν νὰ ἀναμείνη τὴν ἀπάντησιν τῆς Κυβερνήσεως μέχρι τῆς προσεχοῦς Παρασκευῆς, ὡς πρὸς τὰς χορηγηθησομένας αὐξήσεις εἰς τοὺς μισθοὺς τῶν δημοσίων ὑπαλλήλων. Ἐν περιπτώσει ἀρνητικῆς ἀπαντήσεως θὰ κηρυχθῆ γενικὴ ἀπεργία εἰς ὅλας τὰς δημοσίας ὑπηρεσίας τῆς χώρας. Ὁ κ. πρόεδρος τῆς Ὁμοσπονδίας ἐδήλωσεν ὅτι οἱ ὑπάλληλοι ἀναμένουν τὴν δικαίαν ἱκανοποίησιν τῶν αἰτημάτων των, τὰ ὁποῖα ἔχουν ὑποβληθῆ ἀπὸ μακροῦ χρόνου εἰς τὸ ἁρμόδιον Ὑπουργεῖον Οἰκονομικῶν. xyxy=(1184,2056,1367,2183)
headline: Ο ΣΤΡΑΤΑΡΧΗΣ ΤΙΤΟ ΣΥΝΗΝΤΗΘΗ ΧΘΕΣ ΜΕΤΑ ΤΟΥ ΚΑΝΤΑΡ xyxy=(1377,1877,1558,1940)
paragraph: Ἡ Ἐκτελεστικὴ Ἐπιτροπὴ τῆς ΑΔΕΔΥ ἔλαβε χθὲς τὴν ἀπόφασιν νὰ ἀναμείνη τὴν ἀπάντησιν τῆς Κυβερνήσεως μέχρι τῆς προσεχοῦς Παρασκευῆς, ὡς πρὸς τὰς χορηγηθησομένας αὐξήσεις εἰς τοὺς μισθοὺς τῶν δημοσίων ὑπαλλήλων. Ἐν περιπτώσει ἀρνητικῆς ἀπαντήσεως θὰ κηρυχθῆ γενικὴ ἀπεργία εἰς ὅλας τὰς δημοσίας ὑπηρεσίας τῆς χώρας. Ὁ κ. πρόεδρος τῆς Ὁμοσπονδίας ἐδήλωσεν ὅτι οἱ ὑπάλληλοι ἀναμένουν τὴν δικαίαν ἱκανοποίησιν τῶν αἰτημάτων των, τὰ ὁποῖα ἔχουν ὑποβληθῆ ἀπὸ μακροῦ χρόνου εἰς τὸ ἁρμόδιον Ὑπουργεῖον Οἰκονομικῶν. xyxy=(665,783,913,871)
brief-headline: ΑΓΕΛΑΙ ΠΕΙΝΑΣΜΕΝΩΝ ΛΥΚΩΝ ΕΜΦΑΝΙΣΘΗΣΑΝ ΕΙΣ ΤΗΝ ΘΕΣΣΑΛΙΑΝ xyxy=(55,1739,357,1749)
story-civil-servants-strike xyxy=(20,74,393,579)
paragraph: Ἡ Ἐκτελεστικὴ Ἐπιτροπὴ τῆς ΑΔΕΔΥ ἔλαβε χθὲς τὴν ἀπόφασιν νὰ ἀναμείνη τὴν ἀπάντησιν τῆς Κυβερνήσεως μέχρι τῆς προσεχοῦς Παρασκευῆς, ὡς πρὸς τὰς χορηγηθησομένας αὐξήσεις εἰς τοὺς μισθοὺς τῶν δημοσίων ὑπαλλήλων. Ἐν περιπτώσει ἀρνητικῆς ἀπαντήσεως θὰ κηρυχθῆ γενικὴ ἀπεργία εἰς ὅλας τὰς δημοσίας ὑπηρεσίας τῆς χώρας. Ὁ κ. πρόεδρος τῆς Ὁμοσπονδίας ἐδήλωσεν ὅτι οἱ ὑπάλληλοι ἀναμένουν τὴν δικαίαν ἱκανοποίησιν τῶν αἰτημάτων των, τὰ ὁποῖα ἔχουν ὑποβληθῆ ἀπὸ μακροῦ χρόνου εἰς τὸ ἁρμόδιον Ὑπουργεῖον Οἰκονομικῶν. xyxy=(1376,232,1558,359)
paragraph: Ἡ Ἐκτελεστικὴ Ἐπιτροπὴ τῆς ΑΔΕΔΥ ἔλαβε χθὲς τὴν ἀπόφασιν νὰ ἀναμείνη τὴν ἀπάντησιν τῆς Κυβερνήσεως μέχρι τῆς προσεχοῦς Παρασκευῆς, ὡς πρὸς τὰς χορηγηθησομένας αὐξήσεις εἰς τοὺς μισθοὺς τῶν δημοσίων ὑπαλλήλων. Ἐν περιπτώσει ἀρνητικῆς ἀπαντήσεως θὰ κηρυχθῆ γενικὴ ἀπεργία εἰς ὅλας τὰς δημοσίας ὑπηρεσίας τῆς χώρας. Ὁ κ. πρόεδρος τῆς Ὁμοσπονδίας ἐδήλωσεν ὅτι οἱ ὑπάλληλοι ἀναμένουν τὴν δικαίαν ἱκανοποίησιν τῶν αἰτημάτων των, τὰ ὁποῖα ἔχουν ὑποβληθῆ ἀπὸ μακροῦ χρόνου εἰς τὸ ἁρμόδιον Ὑπουργεῖον Οἰκονομικῶν. xyxy=(20,1246,394,1444)
story-small-briefs xyxy=(20,1740,393,2091)
paragraph: Ἡ Ἐκτελεστικὴ Ἐπιτροπὴ τῆς ΑΔΕΔΥ ἔλαβε χθὲς τὴν ἀπόφασιν νὰ ἀναμείνη τὴν ἀπάντησιν τῆς Κυβερνήσεως μέχρι τῆς προσεχοῦς Παρασκευῆς, ὡς πρὸς τὰς χορηγηθησομένας αὐξήσεις εἰς τοὺς μισθοὺς τῶν δημοσίων ὑπαλλήλων. Ἐν περιπτώσει ἀρνητικῆς ἀπαντήσεως θὰ κηρυχθῆ γενικὴ ἀπεργία εἰς ὅλας τὰς δημοσίας ὑπηρεσίας τῆς χώρας. Ὁ κ. πρόεδρος τῆς Ὁμοσπονδίας ἐδήλωσεν ὅτι οἱ ὑπάλληλοι ἀναμένουν τὴν δικαίαν ἱκανοποίησιν τῶν αἰτημάτων των, τὰ ὁποῖα ἔχουν ὑποβληθῆ ἀπὸ μακροῦ χρόνου εἰς τὸ ἁρμόδιον Ὑπουργεῖον Οἰκονομικῶν. xyxy=(922,209,1172,297)
article-body xyxy=(406,1342,590,1469)
paragraph: Ἡ Ἐκτελεστικὴ Ἐπιτροπὴ τῆς ΑΔΕΔΥ ἔλαβε χθὲς τὴν ἀπόφασιν νὰ ἀναμείνη τὴν ἀπάντησιν τῆς Κυβερνήσεως μέχρι τῆς προσεχοῦς Παρασκευῆς, ὡς πρὸς τὰς χορηγηθησομένας αὐξήσεις εἰς τοὺς μισθοὺς τῶν δημοσίων ὑπαλλήλων. Ἐν περιπτώσει ἀρνητικῆς ἀπαντήσεως θὰ κηρυχθῆ γενικὴ ἀπεργία εἰς ὅλας τὰς δημοσίας ὑπηρεσίας τῆς χώρας. Ὁ κ. πρόεδρος τῆς Ὁμοσπονδίας ἐδήλωσεν ὅτι οἱ ὑπάλληλοι ἀναμένουν τὴν δικαίαν ἱκανοποίησιν τῶν αἰτημάτων των, τὰ ὁποῖα ἔχουν ὑποβληθῆ ἀπὸ μακροῦ χρόνου εἰς τὸ ἁρμόδιον Ὑπουργεῖον Οἰκονομικῶν. xyxy=(406,1673,591,1800)
paragraph: Ἡ Ἐκτελεστικὴ Ἐπιτροπὴ τῆς ΑΔΕΔΥ ἔλαβε χθὲς τὴν ἀπόφασιν νὰ ἀναμείνη τὴν ἀπάντησιν τῆς Κυβερνήσεως μέχρι τῆς προσεχοῦς Παρασκευῆς, ὡς πρὸς τὰς χορηγηθησομένας αὐξήσεις εἰς τοὺς μισθοὺς τῶν δημοσίων ὑπαλλήλων. Ἐν περιπτώσει ἀρνητικῆς ἀπαντήσεως θὰ κηρυχθῆ γενικὴ ἀπεργία εἰς ὅλας τὰς δημοσίας ὑπηρεσίας τῆς χώρας. Ὁ κ. πρόεδρος τῆς Ὁμοσπονδίας ἐδήλωσεν ὅτι οἱ ὑπάλληλοι ἀναμένουν τὴν δικαίαν ἱκανοποίησιν τῶν αἰτημάτων των, τὰ ὁποῖα ἔχουν ὑποβληθῆ ἀπὸ μακροῦ χρόνου εἰς τὸ ἁρμόδιον Ὑπουργεῖον Οἰκονομικῶν. xyxy=(406,484,656,572)
paragraph: Ἡ Ἐκτελεστικὴ Ἐπιτροπὴ τῆς ΑΔΕΔΥ ἔλαβε χθὲς τὴν ἀπόφασιν νὰ ἀναμείνη τὴν ἀπάντησιν τῆς Κυβερνήσεως μέχρι τῆς προσεχοῦς Παρασκευῆς, ὡς πρὸς τὰς χορηγηθησομένας αὐξήσεις εἰς τοὺς μισθοὺς τῶν δημοσίων ὑπαλλήλων. Ἐν περιπτώσει ἀρνητικῆς ἀπαντήσεως θὰ κηρυχθῆ γενικὴ ἀπεργία εἰς ὅλας τὰς δημοσίας ὑπηρεσίας τῆς χώρας. Ὁ κ. πρόεδρος τῆς Ὁμοσπονδίας ἐδήλωσεν ὅτι οἱ ὑπάλληλοι ἀναμένουν τὴν δικαίαν ἱκανοποίησιν τῶν αἰτημάτων των, τὰ ὁποῖα ἔχουν ὑποβληθῆ ἀπὸ μακροῦ χρόνου εἰς τὸ ἁρμόδιον Ὑπουργεῖον Οἰκονομικῶν. xyxy=(600,1175,784,1303)
paragraph: Ἡ Ἐκτελεστικὴ Ἐπιτροπὴ τῆς ΑΔΕΔΥ ἔλαβε χθὲς τὴν ἀπόφασιν νὰ ἀναμείνη τὴν ἀπάντησιν τῆς Κυβερνήσεως μέχρι τῆς προσεχοῦς Παρασκευῆς, ὡς πρὸς τὰς χορηγηθησομένας αὐξήσεις εἰς τοὺς μισθοὺς τῶν δημοσίων ὑπαλλήλων. Ἐν περιπτώσει ἀρνητικῆς ἀπαντήσεως θὰ κηρυχθῆ γενικὴ ἀπεργία εἰς ὅλας τὰς δημοσίας ὑπηρεσίας τῆς χώρας. Ὁ κ. πρόεδρος τῆς Ὁμοσπονδίας ἐδήλωσεν ὅτι οἱ ὑπάλληλοι ἀναμένουν τὴν δικαίαν ἱκανοποίησιν τῶν αἰτημάτων των, τὰ ὁποῖα ἔχουν ὑποβληθῆ ἀπὸ μακροῦ χρόνου εἰς τὸ ἁρμόδιον Ὑπουργεῖον Οἰκονομικῶν. xyxy=(20,647,202,774)
article-body xyxy=(794,1778,977,1905)
paragraph: Ἡ Ἐκτελεστικὴ Ἐπιτροπὴ τῆς ΑΔΕΔΥ ἔλαβε χθὲς τὴν ἀπόφασιν νὰ ἀναμείνη τὴν ἀπάντησιν τῆς Κυβερνήσεως μέχρι τῆς προσεχοῦς Παρασκευῆς, ὡς πρὸς τὰς χορηγηθησομένας αὐξήσεις εἰς τοὺς μισθοὺς τῶν δημοσίων ὑπαλλήλων. Ἐν περιπτώσει ἀρνητικῆς ἀπαντήσεως θὰ κηρυχθῆ γενικὴ ἀπεργία εἰς ὅλας τὰς δημοσίας ὑπηρεσίας τῆς χώρας. Ὁ κ. πρόεδρος τῆς Ὁμοσπονδίας ἐδήλωσεν ὅτι οἱ ὑπάλληλοι ἀναμένουν τὴν δικαίαν ἱκανοποίησιν τῶν αἰτημάτων των, τὰ ὁποῖα ἔχουν ὑποβληθῆ ἀπὸ μακροῦ χρόνου εἰς τὸ ἁρμόδιον Ὑπουργεῖον Οἰκονομικῶν. xyxy=(922,589,1172,676)
headline: Η ΓΙΟΥΓΚΟΣΛΑΒΙΑ ΑΝΕΚΟΙΝΩΣΕ ΧΘΕΣ ΟΤΙ ΘΑ ΠΡΟΣΦΥΓΗ ΕΙΣ ΤΑ ΗΝ. ΕΘΝΗ ΔΙΑ ΝΑ ΑΠΟΤΡΕΨΗ ΤΟΝ ΑΤΟΜΙΚΟΝ ΕΞΟΠΛΙΣΜΟΝ ΤΗΣ ΔΥΤ. ΓΕΡΜΑΝΙΑΣ xyxy=(1188,73,1554,151)
paragraph: Ἡ Ἐκτελεστικὴ Ἐπιτροπὴ τῆς ΑΔΕΔΥ ἔλαβε χθὲς τὴν ἀπόφασιν νὰ ἀναμείνη τὴν ἀπάντησιν τῆς Κυβερνήσεως μέχρι τῆς προσεχοῦς Παρασκευῆς, ὡς πρὸς τὰς χορηγηθησομένας αὐξήσεις εἰς τοὺς μισθοὺς τῶν δημοσίων ὑπαλλήλων. Ἐν περιπτώσει ἀρνητικῆς ἀπαντήσεως θὰ κηρυχθῆ γενικὴ ἀπεργία εἰς ὅλας τὰς δημοσίας ὑπηρεσίας τῆς χώρας. Ὁ κ. πρόεδρος τῆς Ὁμοσπονδίας ἐδήλωσεν ὅτι οἱ ὑπάλληλοι ἀναμένουν τὴν δικαίαν ἱκανοποίησιν τῶν αἰτημάτων των, τὰ ὁποῖα ἔχουν ὑποβληθῆ ἀπὸ μακροῦ χρόνου εἰς τὸ ἁρμόδιον Ὑπουργεῖον Οἰκονομικῶν. xyxy=(665,484,913,572)
article-body xyxy=(406,1674,590,1931)
paragraph: Ἡ Ἐκτελεστικὴ Ἐπιτροπὴ τῆς ΑΔΕΔΥ ἔλαβε χθὲς τὴν ἀπόφασιν νὰ ἀναμείνη τὴν ἀπάντησιν τῆς Κυβερνήσεως μέχρι τῆς προσεχοῦς Παρασκευῆς, ὡς πρὸς τὰς χορηγηθησομένας αὐξήσεις εἰς τοὺς μισθοὺς τῶν δημοσίων ὑπαλλήλων. Ἐν περιπτώσει ἀρνητικῆς ἀπαντήσεως θὰ κηρυχθῆ γενικὴ ἀπεργία εἰς ὅλας τὰς δημοσίας ὑπηρεσίας τῆς χώρας. Ὁ κ. πρόεδρος τῆς Ὁμοσπονδίας ἐδήλωσεν ὅτι οἱ ὑπάλληλοι ἀναμένουν τὴν δικαίαν ἱκανοποίησιν τῶν αἰτημάτων των, τὰ ὁποῖα ἔχουν ὑποβληθῆ ἀπὸ μακροῦ χρόνου εἰς τὸ ἁρμόδιον Ὑπουργεῖον Οἰκονομικῶν. xyxy=(600,1467,784,1594)
article-body xyxy=(1185,157,1558,365)
article-body xyxy=(20,1971,393,2091)
paragraph: Ἡ Ἐκτελεστικὴ Ἐπιτροπὴ τῆς ΑΔΕΔΥ ἔλαβε χθὲς τὴν ἀπόφασιν νὰ ἀναμείνη τὴν ἀπάντησιν τῆς Κυβερνήσεως μέχρι τῆς προσεχοῦς Παρασκευῆς, ὡς πρὸς τὰς χορηγηθησομένας αὐξήσεις εἰς τοὺς μισθοὺς τῶν δημοσίων ὑπαλλήλων. Ἐν περιπτώσει ἀρνητικῆς ἀπαντήσεως θὰ κηρυχθῆ γενικὴ ἀπεργία εἰς ὅλας τὰς δημοσίας ὑπηρεσίας τῆς χώρας. Ὁ κ. πρόεδρος τῆς Ὁμοσπονδίας ἐδήλωσεν ὅτι οἱ ὑπάλληλοι ἀναμένουν τὴν δικαίαν ἱκανοποίησιν τῶν αἰτημάτων των, τὰ ὁποῖα ἔχουν ὑποβληθῆ ἀπὸ μακροῦ χρόνου εἰς τὸ ἁρμόδιον Ὑπουργεῖον Οἰκονομικῶν. xyxy=(1184,1333,1558,1402)
article-body xyxy=(794,1919,977,2046)
section-subhead: Η ΤΕΛΙΚΗ ΨΗΦΙΣΙΣ ΤΟΥ ΝΟΜΟΥ xyxy=(462,667,601,676)
story-airport-expansion xyxy=(20,856,393,1167)
article-body xyxy=(987,1278,1171,1405)
brief-headline: ΕΚΛΟΓΙΚΗ ΗΡΑΚΛΕΙΟΥ xyxy=(1030,1125,1129,1135)
section-subhead: Η ΔΙΑΛΥΟΜΕΝΗ ΒΟΥΛΗ xyxy=(995,888,1100,898)
article-body xyxy=(1185,1605,1367,1732)
section-subhead: Η ΑΠΟΓΡΑΦΗ xyxy=(759,875,819,884)
story-tobacco-rally xyxy=(20,596,393,846)
paragraph: Ἡ Ἐκτελεστικὴ Ἐπιτροπὴ τῆς ΑΔΕΔΥ ἔλαβε χθὲς τὴν ἀπόφασιν νὰ ἀναμείνη τὴν ἀπάντησιν τῆς Κυβερνήσεως μέχρι τῆς προσεχοῦς Παρασκευῆς, ὡς πρὸς τὰς χορηγηθησομένας αὐξήσεις εἰς τοὺς μισθοὺς τῶν δημοσίων ὑπαλλήλων. Ἐν περιπτώσει ἀρνητικῆς ἀπαντήσεως θὰ κηρυχθῆ γενικὴ ἀπεργία εἰς ὅλας τὰς δημοσίας ὑπηρεσίας τῆς χώρας. Ὁ κ. πρόεδρος τῆς Ὁμοσπονδίας ἐδήλωσεν ὅτι οἱ ὑπάλληλοι ἀναμένουν τὴν δικαίαν ἱκανοποίησιν τῶν αἰτημάτων των, τὰ ὁποῖα ἔχουν ὑποβληθῆ ἀπὸ μακροῦ χρόνου εἰς τὸ ἁρμόδιον Ὑπουργεῖον Οἰκονομικῶν. xyxy=(793,1919,978,2046)
paragraph: Ἡ Ἐκτελεστικὴ Ἐπιτροπὴ τῆς ΑΔΕΔΥ ἔλαβε χθὲς τὴν ἀπόφασιν νὰ ἀναμείνη τὴν ἀπάντησιν τῆς Κυβερνήσεως μέχρι τῆς προσεχοῦς Παρασκευῆς, ὡς πρὸς τὰς χορηγηθησομένας αὐξήσεις εἰς τοὺς μισθοὺς τῶν δημοσίων ὑπαλλήλων. Ἐν περιπτώσει ἀρνητικῆς ἀπαντήσεως θὰ κηρυχθῆ γενικὴ ἀπεργία εἰς ὅλας τὰς δημοσίας ὑπηρεσίας τῆς χώρας. Ὁ κ. πρόεδρος τῆς Ὁμοσπονδίας ἐδήλωσεν ὅτι οἱ ὑπάλληλοι ἀναμένουν τὴν δικαίαν ἱκανοποίησιν τῶν αἰτημάτων των, τὰ ὁποῖα ἔχουν ὑποβληθῆ ἀπὸ μακροῦ χρόνου εἰς τὸ ἁρμόδιον Ὑπουργεῖον Οἰκονομικῶν. xyxy=(600,1317,784,1444)
lower-right-col-b xyxy=(1377,1573,1558,2206)
paragraph: Ἡ Ἐκτελεστικὴ Ἐπιτροπὴ τῆς ΑΔΕΔΥ ἔλαβε χθὲς τὴν ἀπόφασιν νὰ ἀναμείνη τὴν ἀπάντησιν τῆς Κυβερνήσεως μέχρι τῆς προσεχοῦς Παρασκευῆς, ὡς πρὸς τὰς χορηγηθησομένας αὐξήσεις εἰς τοὺς μισθοὺς τῶν δημοσίων ὑπαλλήλων. Ἐν περιπτώσει ἀρνητικῆς ἀπαντήσεως θὰ κηρυχθῆ γενικὴ ἀπεργία εἰς ὅλας τὰς δημοσίας ὑπηρεσίας τῆς χώρας. Ὁ κ. πρόεδρος τῆς Ὁμοσπονδίας ἐδήλωσεν ὅτι οἱ ὑπάλληλοι ἀναμένουν τὴν δικαίαν ἱκανοποίησιν τῶν αἰτημάτων των, τὰ ὁποῖα ἔχουν ὑποβληθῆ ἀπὸ μακροῦ χρόνου εἰς τὸ ἁρμόδιον Ὑπουργεῖον Οἰκονομικῶν. xyxy=(20,1524,394,1723)
story-salaries xyxy=(1185,1264,1558,1402)
paragraph: Ἡ Ἐκτελεστικὴ Ἐπιτροπὴ τῆς ΑΔΕΔΥ ἔλαβε χθὲς τὴν ἀπόφασιν νὰ ἀναμείνη τὴν ἀπάντησιν τῆς Κυβερνήσεως μέχρι τῆς προσεχοῦς Παρασκευῆς, ὡς πρὸς τὰς χορηγηθησομένας αὐξήσεις εἰς τοὺς μισθοὺς τῶν δημοσίων ὑπαλλήλων. Ἐν περιπτώσει ἀρνητικῆς ἀπαντήσεως θὰ κηρυχθῆ γενικὴ ἀπεργία εἰς ὅλας τὰς δημοσίας ὑπηρεσίας τῆς χώρας. Ὁ κ. πρόεδρος τῆς Ὁμοσπονδίας ἐδήλωσεν ὅτι οἱ ὑπάλληλοι ἀναμένουν τὴν δικαίαν ἱκανοποίησιν τῶν αἰτημάτων των, τὰ ὁποῖα ἔχουν ὑποβληθῆ ἀπὸ μακροῦ χρόνου εἰς τὸ ἁρμόδιον Ὑπουργεῖον Οἰκονομικῶν. xyxy=(406,575,656,663)
headline: ΑΙ ΒΕΒΑΙΩΣΕΙΣ ΤΟΥ ΦΟΡΟΥ ΕΙΣΟΔΗΜΑΤΟΣ xyxy=(1245,1411,1499,1427)
paragraph: Ἡ Ἐκτελεστικὴ Ἐπιτροπὴ τῆς ΑΔΕΔΥ ἔλαβε χθὲς τὴν ἀπόφασιν νὰ ἀναμείνη τὴν ἀπάντησιν τῆς Κυβερνήσεως μέχρι τῆς προσεχοῦς Παρασκευῆς, ὡς πρὸς τὰς χορηγηθησομένας αὐξήσεις εἰς τοὺς μισθοὺς τῶν δημοσίων ὑπαλλήλων. Ἐν περιπτώσει ἀρνητικῆς ἀπαντήσεως θὰ κηρυχθῆ γενικὴ ἀπεργία εἰς ὅλας τὰς δημοσίας ὑπηρεσίας τῆς χώρας. Ὁ κ. πρόεδρος τῆς Ὁμοσπονδίας ἐδήλωσεν ὅτι οἱ ὑπάλληλοι ἀναμένουν τὴν δικαίαν ἱκανοποίησιν τῶν αἰτημάτων των, τὰ ὁποῖα ἔχουν ὑποβληθῆ ἀπὸ μακροῦ χρόνου εἰς τὸ ἁρμόδιον Ὑπουργεῖον Οἰκονομικῶν. xyxy=(665,679,913,767)
article-body xyxy=(1185,445,1558,575)
article-body xyxy=(1185,1334,1558,1402)
article-body xyxy=(20,907,393,1166)
paragraph: Ἡ Ἐκτελεστικὴ Ἐπιτροπὴ τῆς ΑΔΕΔΥ ἔλαβε χθὲς τὴν ἀπόφασιν νὰ ἀναμείνη τὴν ἀπάντησιν τῆς Κυβερνήσεως μέχρι τῆς προσεχοῦς Παρασκευῆς, ὡς πρὸς τὰς χορηγηθησομένας αὐξήσεις εἰς τοὺς μισθοὺς τῶν δημοσίων ὑπαλλήλων. Ἐν περιπτώσει ἀρνητικῆς ἀπαντήσεως θὰ κηρυχθῆ γενικὴ ἀπεργία εἰς ὅλας τὰς δημοσίας ὑπηρεσίας τῆς χώρας. Ὁ κ. πρόεδρος τῆς Ὁμοσπονδίας ἐδήλωσεν ὅτι οἱ ὑπάλληλοι ἀναμένουν τὴν δικαίαν ἱκανοποίησιν τῶν αἰτημάτων των, τὰ ὁποῖα ἔχουν ὑποβληθῆ ἀπὸ μακροῦ χρόνου εἰς τὸ ἁρμόδιον Ὑπουργεῖον Οἰκονομικῶν. xyxy=(987,1278,1172,1404)
paragraph: Ἡ Ἐκτελεστικὴ Ἐπιτροπὴ τῆς ΑΔΕΔΥ ἔλαβε χθὲς τὴν ἀπόφασιν νὰ ἀναμείνη τὴν ἀπάντησιν τῆς Κυβερνήσεως μέχρι τῆς προσεχοῦς Παρασκευῆς, ὡς πρὸς τὰς χορηγηθησομένας αὐξήσεις εἰς τοὺς μισθοὺς τῶν δημοσίων ὑπαλλήλων. Ἐν περιπτώσει ἀρνητικῆς ἀπαντήσεως θὰ κηρυχθῆ γενικὴ ἀπεργία εἰς ὅλας τὰς δημοσίας ὑπηρεσίας τῆς χώρας. Ὁ κ. πρόεδρος τῆς Ὁμοσπονδίας ἐδήλωσεν ὅτι οἱ ὑπάλληλοι ἀναμένουν τὴν δικαίαν ἱκανοποίησιν τῶν αἰτημάτων των, τὰ ὁποῖα ἔχουν ὑποβληθῆ ἀπὸ μακροῦ χρόνου εἰς τὸ ἁρμόδιον Ὑπουργεῖον Οἰκονομικῶν. xyxy=(1184,1755,1367,1881)
paragraph: Ἡ Ἐκτελεστικὴ Ἐπιτροπὴ τῆς ΑΔΕΔΥ ἔλαβε χθὲς τὴν ἀπόφασιν νὰ ἀναμείνη τὴν ἀπάντησιν τῆς Κυβερνήσεως μέχρι τῆς προσεχοῦς Παρασκευῆς, ὡς πρὸς τὰς χορηγηθησομένας αὐξήσεις εἰς τοὺς μισθοὺς τῶν δημοσίων ὑπαλλήλων. Ἐν περιπτώσει ἀρνητικῆς ἀπαντήσεως θὰ κηρυχθῆ γενικὴ ἀπεργία εἰς ὅλας τὰς δημοσίας ὑπηρεσίας τῆς χώρας. Ὁ κ. πρόεδρος τῆς Ὁμοσπονδίας ἐδήλωσεν ὅτι οἱ ὑπάλληλοι ἀναμένουν τὴν δικαίαν ἱκανοποίησιν τῶν αἰτημάτων των, τὰ ὁποῖα ἔχουν ὑποβληθῆ ἀπὸ μακροῦ χρόνου εἰς τὸ ἁρμόδιον Ὑπουργεῖον Οἰκονομικῶν. xyxy=(1184,1433,1367,1559)
article-body xyxy=(1377,1746,1558,1873)
paragraph: Ἡ Ἐκτελεστικὴ Ἐπιτροπὴ τῆς ΑΔΕΔΥ ἔλαβε χθὲς τὴν ἀπόφασιν νὰ ἀναμείνη τὴν ἀπάντησιν τῆς Κυβερνήσεως μέχρι τῆς προσεχοῦς Παρασκευῆς, ὡς πρὸς τὰς χορηγηθησομένας αὐξήσεις εἰς τοὺς μισθοὺς τῶν δημοσίων ὑπαλλήλων. Ἐν περιπτώσει ἀρνητικῆς ἀπαντήσεως θὰ κηρυχθῆ γενικὴ ἀπεργία εἰς ὅλας τὰς δημοσίας ὑπηρεσίας τῆς χώρας. Ὁ κ. πρόεδρος τῆς Ὁμοσπονδίας ἐδήλωσεν ὅτι οἱ ὑπάλληλοι ἀναμένουν τὴν δικαίαν ἱκανοποίησιν τῶν αἰτημάτων των, τὰ ὁποῖα ἔχουν ὑποβληθῆ ἀπὸ μακροῦ χρόνου εἰς τὸ ἁρμόδιον Ὑπουργεῖον Οἰκονομικῶν. xyxy=(406,300,656,387)
paragraph: Ἡ Ἐκτελεστικὴ Ἐπιτροπὴ τῆς ΑΔΕΔΥ ἔλαβε χθὲς τὴν ἀπόφασιν νὰ ἀναμείνη τὴν ἀπάντησιν τῆς Κυβερνήσεως μέχρι τῆς προσεχοῦς Παρασκευῆς, ὡς πρὸς τὰς χορηγηθησομένας αὐξήσεις εἰς τοὺς μισθοὺς τῶν δημοσίων ὑπαλλήλων. Ἐν περιπτώσει ἀρνητικῆς ἀπαντήσεως θὰ κηρυχθῆ γενικὴ ἀπεργία εἰς ὅλας τὰς δημοσίας ὑπηρεσίας τῆς χώρας. Ὁ κ. πρόεδρος τῆς Ὁμοσπονδίας ἐδήλωσεν ὅτι οἱ ὑπάλληλοι ἀναμένουν τὴν δικαίαν ἱκανοποίησιν τῶν αἰτημάτων των, τὰ ὁποῖα ἔχουν ὑποβληθῆ ἀπὸ μακροῦ χρόνου εἰς τὸ ἁρμόδιον Ὑπουργεῖον Οἰκονομικῶν. xyxy=(211,318,394,446)
article-body xyxy=(601,1618,784,1745)
paragraph: Ἡ Ἐκτελεστικὴ Ἐπιτροπὴ τῆς ΑΔΕΔΥ ἔλαβε χθὲς τὴν ἀπόφασιν νὰ ἀναμείνη τὴν ἀπάντησιν τῆς Κυβερνήσεως μέχρι τῆς προσεχοῦς Παρασκευῆς, ὡς πρὸς τὰς χορηγηθησομένας αὐξήσεις εἰς τοὺς μισθοὺς τῶν δημοσίων ὑπαλλήλων. Ἐν περιπτώσει ἀρνητικῆς ἀπαντήσεως θὰ κηρυχθῆ γενικὴ ἀπεργία εἰς ὅλας τὰς δημοσίας ὑπηρεσίας τῆς χώρας. Ὁ κ. πρόεδρος τῆς Ὁμοσπονδίας ἐδήλωσεν ὅτι οἱ ὑπάλληλοι ἀναμένουν τὴν δικαίαν ἱκανοποίησιν τῶν αἰτημάτων των, τὰ ὁποῖα ἔχουν ὑποβληθῆ ἀπὸ μακροῦ χρόνου εἰς τὸ ἁρμόδιον Ὑπουργεῖον Οἰκονομικῶν. xyxy=(20,1897,394,1955)
article-body xyxy=(1377,1946,1558,2203)
article-body xyxy=(987,1137,1171,1264)
paragraph: Ἡ Ἐκτελεστικὴ Ἐπιτροπὴ τῆς ΑΔΕΔΥ ἔλαβε χθὲς τὴν ἀπόφασιν νὰ ἀναμείνη τὴν ἀπάντησιν τῆς Κυβερνήσεως μέχρι τῆς προσεχοῦς Παρασκευῆς, ὡς πρὸς τὰς χορηγηθησομένας αὐξήσεις εἰς τοὺς μισθοὺς τῶν δημοσίων ὑπαλλήλων. Ἐν περιπτώσει ἀρνητικῆς ἀπαντήσεως θὰ κηρυχθῆ γενικὴ ἀπεργία εἰς ὅλας τὰς δημοσίας ὑπηρεσίας τῆς χώρας. Ὁ κ. πρόεδρος τῆς Ὁμοσπονδίας ἐδήλωσεν ὅτι οἱ ὑπάλληλοι ἀναμένουν τὴν δικαίαν ἱκανοποίησιν τῶν αἰτημάτων των, τὰ ὁποῖα ἔχουν ὑποβληθῆ ἀπὸ μακροῦ χρόνου εἰς τὸ ἁρμόδιον Ὑπουργεῖον Οἰκονομικῶν. xyxy=(406,1175,591,1303)
brief-headline: Ο Κ. ΧΑΜΜΕΡΣΚΙΕΛΝΤ ΑΝΕΧΩΡΗΣΕΝ ΕΚ ΤΗΣ ΜΟΣΧΑΣ xyxy=(1187,2036,1364,2055)
paragraph: Ἡ Ἐκτελεστικὴ Ἐπιτροπὴ τῆς ΑΔΕΔΥ ἔλαβε χθὲς τὴν ἀπόφασιν νὰ ἀναμείνη τὴν ἀπάντησιν τῆς Κυβερνήσεως μέχρι τῆς προσεχοῦς Παρασκευῆς, ὡς πρὸς τὰς χορηγηθησομένας αὐξήσεις εἰς τοὺς μισθοὺς τῶν δημοσίων ὑπαλλήλων. Ἐν περιπτώσει ἀρνητικῆς ἀπαντήσεως θὰ κηρυχθῆ γενικὴ ἀπεργία εἰς ὅλας τὰς δημοσίας ὑπηρεσίας τῆς χώρας. Ὁ κ. πρόεδρος τῆς Ὁμοσπονδίας ἐδήλωσεν ὅτι οἱ ὑπάλληλοι ἀναμένουν τὴν δικαίαν ἱκανοποίησιν τῶν αἰτημάτων των, τὰ ὁποῖα ἔχουν ὑποβληθῆ ἀπὸ μακροῦ χρόνου εἰς τὸ ἁρμόδιον Ὑπουργεῖον Οἰκονομικῶν. xyxy=(20,318,202,446)
article-body xyxy=(601,1175,784,1303)
paragraph: Ἡ Ἐκτελεστικὴ Ἐπιτροπὴ τῆς ΑΔΕΔΥ ἔλαβε χθὲς τὴν ἀπόφασιν νὰ ἀναμείνη τὴν ἀπάντησιν τῆς Κυβερνήσεως μέχρι τῆς προσεχοῦς Παρασκευῆς, ὡς πρὸς τὰς χορηγηθησομένας αὐξήσεις εἰς τοὺς μισθοὺς τῶν δημοσίων ὑπαλλήλων. Ἐν περιπτώσει ἀρνητικῆς ἀπαντήσεως θὰ κηρυχθῆ γενικὴ ἀπεργία εἰς ὅλας τὰς δημοσίας ὑπηρεσίας τῆς χώρας. Ὁ κ. πρόεδρος τῆς Ὁμοσπονδίας ἐδήλωσεν ὅτι οἱ ὑπάλληλοι ἀναμένουν τὴν δικαίαν ἱκανοποίησιν τῶν αἰτημάτων των, τὰ ὁποῖα ἔχουν ὑποβληθῆ ἀπὸ μακροῦ χρόνου εἰς τὸ ἁρμόδιον Ὑπουργεῖον Οἰκονομικῶν. xyxy=(211,907,394,1034)
brief-headline: ΣΥΝΕΔΡΙΑΣΙΣ ΓΥΝΑΙΚΩΝ xyxy=(1026,1267,1133,1277)
headline: ΥΣΤΑΤΗ ΕΚΚΛΗΣΙΣ ΤΩΝ ΔΗΜΩΝ ΚΑΙ ΚΟΙΝΟΤΗΤΩΝ ΕΝΑΝΤΙΟΝ ΤΗΣ ΕΠΕΚΤΑΣΕΩΣ ΤΟΥ ΑΕΡΟΔΡΟΜΙΟΥ xyxy=(20,856,393,902)
story-income-tax xyxy=(1185,1412,1558,1563)
brief-headline: Ο ΚΑΙΡΟΣ xyxy=(864,1766,907,1776)
paragraph: Ἡ Ἐκτελεστικὴ Ἐπιτροπὴ τῆς ΑΔΕΔΥ ἔλαβε χθὲς τὴν ἀπόφασιν νὰ ἀναμείνη τὴν ἀπάντησιν τῆς Κυβερνήσεως μέχρι τῆς προσεχοῦς Παρασκευῆς, ὡς πρὸς τὰς χορηγηθησομένας αὐξήσεις εἰς τοὺς μισθοὺς τῶν δημοσίων ὑπαλλήλων. Ἐν περιπτώσει ἀρνητικῆς ἀπαντήσεως θὰ κηρυχθῆ γενικὴ ἀπεργία εἰς ὅλας τὰς δημοσίας ὑπηρεσίας τῆς χώρας. Ὁ κ. πρόεδρος τῆς Ὁμοσπονδίας ἐδήλωσεν ὅτι οἱ ὑπάλληλοι ἀναμένουν τὴν δικαίαν ἱκανοποίησιν τῶν αἰτημάτων των, τὰ ὁποῖα ἔχουν ὑποβληθῆ ἀπὸ μακροῦ χρόνου εἰς τὸ ἁρμόδιον Ὑπουργεῖον Οἰκονομικῶν. xyxy=(1376,1124,1558,1250)
box-headline: ΠΑΡΑΠΕΤΑΣΜΑ ΛΟΓΟΚΡΙΣΙΑΣ xyxy=(724,391,854,401)
paragraph: Ἡ Ἐκτελεστικὴ Ἐπιτροπὴ τῆς ΑΔΕΔΥ ἔλαβε χθὲς τὴν ἀπόφασιν νὰ ἀναμείνη τὴν ἀπάντησιν τῆς Κυβερνήσεως μέχρι τῆς προσεχοῦς Παρασκευῆς, ὡς πρὸς τὰς χορηγηθησομένας αὐξήσεις εἰς τοὺς μισθοὺς τῶν δημοσίων ὑπαλλήλων. Ἐν περιπτώσει ἀρνητικῆς ἀπαντήσεως θὰ κηρυχθῆ γενικὴ ἀπεργία εἰς ὅλας τὰς δημοσίας ὑπηρεσίας τῆς χώρας. Ὁ κ. πρόεδρος τῆς Ὁμοσπονδίας ἐδήλωσεν ὅτι οἱ ὑπάλληλοι ἀναμένουν τὴν δικαίαν ἱκανοποίησιν τῶν αἰτημάτων των, τὰ ὁποῖα ἔχουν ὑποβληθῆ ἀπὸ μακροῦ χρόνου εἰς τὸ ἁρμόδιον Ὑπουργεῖον Οἰκονομικῶν. xyxy=(600,1768,784,1895)
paragraph: Ἡ Ἐκτελεστικὴ Ἐπιτροπὴ τῆς ΑΔΕΔΥ ἔλαβε χθὲς τὴν ἀπόφασιν νὰ ἀναμείνη τὴν ἀπάντησιν τῆς Κυβερνήσεως μέχρι τῆς προσεχοῦς Παρασκευῆς, ὡς πρὸς τὰς χορηγηθησομένας αὐξήσεις εἰς τοὺς μισθοὺς τῶν δημοσίων ὑπαλλήλων. Ἐν περιπτώσει ἀρνητικῆς ἀπαντήσεως θὰ κηρυχθῆ γενικὴ ἀπεργία εἰς ὅλας τὰς δημοσίας ὑπηρεσίας τῆς χώρας. Ὁ κ. πρόεδρος τῆς Ὁμοσπονδίας ἐδήλωσεν ὅτι οἱ ὑπάλληλοι ἀναμένουν τὴν δικαίαν ἱκανοποίησιν τῶν αἰτημάτων των, τὰ ὁποῖα ἔχουν ὑποβληθῆ ἀπὸ μακροῦ χρόνου εἰς τὸ ἁρμόδιον Ὑπουργεῖον Οἰκονομικῶν. xyxy=(20,1750,394,1809)
column-left xyxy=(20,70,393,2289)
paragraph: Ἡ Ἐκτελεστικὴ Ἐπιτροπὴ τῆς ΑΔΕΔΥ ἔλαβε χθὲς τὴν ἀπόφασιν νὰ ἀναμείνη τὴν ἀπάντησιν τῆς Κυβερνήσεως μέχρι τῆς προσεχοῦς Παρασκευῆς, ὡς πρὸς τὰς χορηγηθησομένας αὐξήσεις εἰς τοὺς μισθοὺς τῶν δημοσίων ὑπαλλήλων. Ἐν περιπτώσει ἀρνητικῆς ἀπαντήσεως θὰ κηρυχθῆ γενικὴ ἀπεργία εἰς ὅλας τὰς δημοσίας ὑπηρεσίας τῆς χώρας. Ὁ κ. πρόεδρος τῆς Ὁμοσπονδίας ἐδήλωσεν ὅτι οἱ ὑπάλληλοι ἀναμένουν τὴν δικαίαν ἱκανοποίησιν τῶν αἰτημάτων των, τὰ ὁποῖα ἔχουν ὑποβληθῆ ἀπὸ μακροῦ χρόνου εἰς τὸ ἁρμόδιον Ὑπουργεῖον Οἰκονομικῶν. xyxy=(406,770,656,858)
paragraph: Ἡ Ἐκτελεστικὴ Ἐπιτροπὴ τῆς ΑΔΕΔΥ ἔλαβε χθὲς τὴν ἀπόφασιν νὰ ἀναμείνη τὴν ἀπάντησιν τῆς Κυβερνήσεως μέχρι τῆς προσεχοῦς Παρασκευῆς, ὡς πρὸς τὰς χορηγηθησομένας αὐξήσεις εἰς τοὺς μισθοὺς τῶν δημοσίων ὑπαλλήλων. Ἐν περιπτώσει ἀρνητικῆς ἀπαντήσεως θὰ κηρυχθῆ γενικὴ ἀπεργία εἰς ὅλας τὰς δημοσίας ὑπηρεσίας τῆς χώρας. Ὁ κ. πρόεδρος τῆς Ὁμοσπονδίας ἐδήλωσεν ὅτι οἱ ὑπάλληλοι ἀναμένουν τὴν δικαίαν ἱκανοποίησιν τῶν αἰτημάτων των, τὰ ὁποῖα ἔχουν ὑποβληθῆ ἀπὸ μακροῦ χρόνου εἰς τὸ ἁρμόδιον Ὑπουργεῖον Οἰκονομικῶν. xyxy=(1376,1595,1558,1723)
divider xyxy=(20,1733,393,1734)
paragraph: Ἡ Ἐκτελεστικὴ Ἐπιτροπὴ τῆς ΑΔΕΔΥ ἔλαβε χθὲς τὴν ἀπόφασιν νὰ ἀναμείνη τὴν ἀπάντησιν τῆς Κυβερνήσεως μέχρι τῆς προσεχοῦς Παρασκευῆς, ὡς πρὸς τὰς χορηγηθησομένας αὐξήσεις εἰς τοὺς μισθοὺς τῶν δημοσίων ὑπαλλήλων. Ἐν περιπτώσει ἀρνητικῆς ἀπαντήσεως θὰ κηρυχθῆ γενικὴ ἀπεργία εἰς ὅλας τὰς δημοσίας ὑπηρεσίας τῆς χώρας. Ὁ κ. πρόεδρος τῆς Ὁμοσπονδίας ἐδήλωσεν ὅτι οἱ ὑπάλληλοι ἀναμένουν τὴν δικαίαν ἱκανοποίησιν τῶν αἰτημάτων των, τὰ ὁποῖα ἔχουν ὑποβληθῆ ἀπὸ μακροῦ χρόνου εἰς τὸ ἁρμόδιον Ὑπουργεῖον Οἰκονομικῶν. xyxy=(987,1136,1172,1263)
masthead xyxy=(20,12,1558,62)
paragraph: Ἡ Ἐκτελεστικὴ Ἐπιτροπὴ τῆς ΑΔΕΔΥ ἔλαβε χθὲς τὴν ἀπόφασιν νὰ ἀναμείνη τὴν ἀπάντησιν τῆς Κυβερνήσεως μέχρι τῆς προσεχοῦς Παρασκευῆς, ὡς πρὸς τὰς χορηγηθησομένας αὐξήσεις εἰς τοὺς μισθοὺς τῶν δημοσίων ὑπαλλήλων. Ἐν περιπτώσει ἀρνητικῆς ἀπαντήσεως θὰ κηρυχθῆ γενικὴ ἀπεργία εἰς ὅλας τὰς δημοσίας ὑπηρεσίας τῆς χώρας. Ὁ κ. πρόεδρος τῆς Ὁμοσπονδίας ἐδήλωσεν ὅτι οἱ ὑπάλληλοι ἀναμένουν τὴν δικαίαν ἱκανοποίησιν τῶν αἰτημάτων των, τὰ ὁποῖα ἔχουν ὑποβληθῆ ἀπὸ μακροῦ χρόνου εἰς τὸ ἁρμόδιον Ὑπουργεῖον Οἰκονομικῶν. xyxy=(211,1586,394,1713)
paragraph: Ἡ Ἐκτελεστικὴ Ἐπιτροπὴ τῆς ΑΔΕΔΥ ἔλαβε χθὲς τὴν ἀπόφασιν νὰ ἀναμείνη τὴν ἀπάντησιν τῆς Κυβερνήσεως μέχρι τῆς προσεχοῦς Παρασκευῆς, ὡς πρὸς τὰς χορηγηθησομένας αὐξήσεις εἰς τοὺς μισθοὺς τῶν δημοσίων ὑπαλλήλων. Ἐν περιπτώσει ἀρνητικῆς ἀπαντήσεως θὰ κηρυχθῆ γενικὴ ἀπεργία εἰς ὅλας τὰς δημοσίας ὑπηρεσίας τῆς χώρας. Ὁ κ. πρόεδρος τῆς Ὁμοσπονδίας ἐδήλωσεν ὅτι οἱ ὑπάλληλοι ἀναμένουν τὴν δικαίαν ἱκανοποίησιν τῶν αἰτημάτων των, τὰ ὁποῖα ἔχουν ὑποβληθῆ ἀπὸ μακροῦ χρόνου εἰς τὸ ἁρμόδιον Ὑπουργεῖον Οἰκονομικῶν. xyxy=(211,709,394,835)
section-subhead: Η ΑΛΛΗ ΠΑΡΑΤΑΞΙΣ xyxy=(1003,784,1091,794)
headline: ΛΕΩΦΟΡΕΙΟΝ ΚΑΤΕΚΡΗΜΝΙΣΘΗ ΕΙΣ ΜΕΓΑ ΒΑΡΑΘΡΟΝ ΜΕ ΑΠΟΤΕΛΕΣΜΑ ΤΟΝ ΤΡΑΥΜΑΤΙΣΜΟΝ 20 ΑΤΟΜΩΝ xyxy=(20,1177,393,1241)
article-body xyxy=(20,1824,393,1882)
brief-headline: ΑΙ ΩΡΑΙ ΛΕΙΤΟΥΡΓΙΑΣ ΚΟΥΡΕΙΩΝ - ΚΟΜΜΩΤΗΡΙΩΝ xyxy=(96,1959,317,1969)
section-subhead: Η ΠΡΟΘΕΣΜΙΑ ΔΙΑ ΤΟΥΣ ΥΠΟΨΗΦΙΟΥΣ xyxy=(963,680,1132,690)
article-body xyxy=(1185,1433,1558,1563)
article-body xyxy=(406,1508,590,1635)
